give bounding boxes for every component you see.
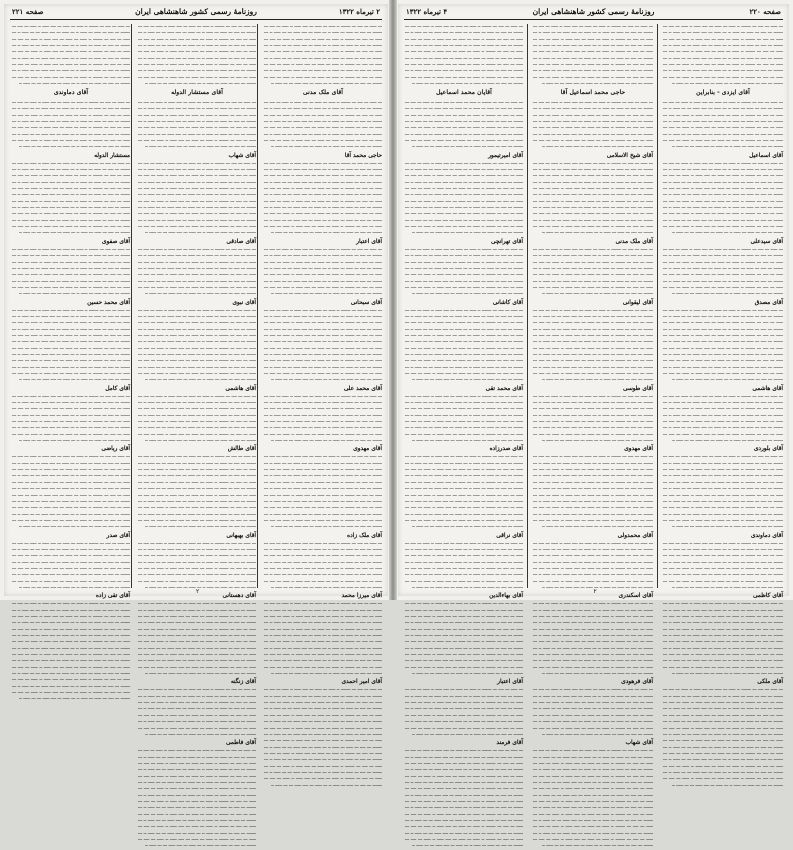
- right-page-header: [404, 6, 783, 20]
- column-body-text: ـــ ـــــ ـــ ــــ ـــ ـــــــ ــ ـــــ ـــ ـــــ ـــ ــــ ـــــ ــ ـــــ ـــ ــــ ـــ ـــــــ ـــ ــــ ـــ ـــــ ـــ ـــــ ــ ـــ ـــــ ـــ ــــ ـــــ ـــ ـــ ـــــ ــ ـــ ـــــ ـــ ــــ ـــ ـــــــ ــ ـــــ ـــ ـــــ ـــ ــــ ـــــ ــ ـــــ ـــ ــــ ـــ ـــــــ ـــ ــــ ـــ ـــــ ـــ ـــــ ــ ـــ ـــــ ـــ ــــ ـــــ ـــ ـــ ـــــ ــ ـــ ـــــ ـــ ــــ ـــ ـــــــ ــ ـــــ ـــ ـــــ ـــ ــــ ـــــ ــ ـــــ ـــ ــــ ـــ ـــــــ ـــ ــــ ـــ ـــــ ـــ ـــــ ــ ـــ ـــــ ـــ ــــ ـــــ ـــ ـــ ـــــ ــ ـــ ـــــ ـــ ــــ ـــ ـــــــ ــ ـــــ ـــ ـــــ ـــ ــــ ـــــ ــ ـــــ ـــ ــــ ـــ ـــــــ ـــ ــــ ـــ ـــــ ـــ ـــــ ــ ـــ ـــــ ـــ ــــ ـــــ ـــ ـــ ـــــ ــ: [663, 393, 783, 444]
- speaker-name: آقای کاظمی: [752, 593, 783, 600]
- right-page-date: ۴ تیرماه ۱۳۲۲: [406, 7, 448, 16]
- speaker-name: آقای محمدولی: [617, 532, 653, 539]
- speaker-name: آقای اسماعیل: [749, 152, 783, 159]
- column-body-text: ـــ ـــــ ـــ ــــ ـــ ـــــــ ــ ـــــ ـــ ـــــ ـــ ــــ ـــــ ــ ـــــ ـــ ــــ ـــ ـــــــ ـــ ــــ ـــ ـــــ ـــ ـــــ ــ ـــ ـــــ ـــ ــــ ـــــ ـــ ـــ ـــــ ــ ـــ ـــــ ـــ ــــ ـــ ـــــــ ــ ـــــ ـــ ـــــ ـــ ــــ ـــــ ــ ـــــ ـــ ــــ ـــ ـــــــ ـــ ــــ ـــ ـــــ ـــ ـــــ ــ ـــ ـــــ ـــ ــــ ـــــ ـــ ـــ ـــــ ــ ـــ ـــــ ـــ ــــ ـــ ـــــــ ــ ـــــ ـــ ـــــ ـــ ــــ ـــــ ــ ـــــ ـــ ــــ ـــ ـــــــ ـــ ــــ ـــ ـــــ ـــ ـــــ ــ ـــ ـــــ ـــ ــــ ـــــ ـــ ـــ ـــــ ــ ـــ ـــــ ـــ ــــ ـــ ـــــــ ــ ـــــ ـــ ـــــ ـــ ــــ ـــــ ــ ـــــ ـــ ــــ ـــ ـــــــ ـــ ــــ ـــ ـــــ ـــ ـــــ ــ ـــ ـــــ ـــ ــــ ـــــ ـــ ـــ ـــــ ــ ـــ ـــــ ـــ ــــ ـــ ـــــــ ــ ـــــ ـــ ـــــ ـــ ــــ ـــــ ــ ـــــ ـــ ــــ ـــ ـــــــ ـــ ــــ ـــ ـــــ ـــ ـــــ ــ ـــ ـــــ ـــ ــــ ـــــ ـــ ـــ ـــــ ــ: [264, 24, 382, 87]
- column-body-text: ـــ ـــــ ـــ ــــ ـــ ـــــــ ــ ـــــ ـــ ـــــ ـــ ــــ ـــــ ــ ـــــ ـــ ــــ ـــ ـــــــ ـــ ــــ ـــ ـــــ ـــ ـــــ ــ ـــ ـــــ ـــ ــــ ـــــ ـــ ـــ ـــــ ــ ـــ ـــــ ـــ ــــ ـــ ـــــــ ــ ـــــ ـــ ـــــ ـــ ــــ ـــــ ــ ـــــ ـــ ــــ ـــ ـــــــ ـــ ــــ ـــ ـــــ ـــ ـــــ ــ ـــ ـــــ ـــ ــــ ـــــ ـــ ـــ ـــــ ــ ـــ ـــــ ـــ ــــ ـــ ـــــــ ــ ـــــ ـــ ـــــ ـــ ــــ ـــــ ــ ـــــ ـــ ــــ ـــ ـــــــ ـــ ــــ ـــ ـــــ ـــ ـــــ ــ ـــ ـــــ ـــ ــــ ـــــ ـــ ـــ ـــــ ــ ـــ ـــــ ـــ ــــ ـــ ـــــــ ــ ـــــ ـــ ـــــ ـــ ــــ ـــــ ــ ـــــ ـــ ــــ ـــ ـــــــ ـــ ــــ ـــ ـــــ ـــ ـــــ ــ ـــ ـــــ ـــ ــــ ـــــ ـــ ـــ ـــــ ــ: [663, 540, 783, 590]
- book-gutter: [389, 0, 397, 600]
- column-body-text: ـــ ـــــ ـــ ــــ ـــ ـــــــ ــ ـــــ ـــ ـــــ ـــ ــــ ـــــ ــ ـــــ ـــ ــــ ـــ ـــــــ ـــ ــــ ـــ ـــــ ـــ ـــــ ــ ـــ ـــــ ـــ ــــ ـــــ ـــ ـــ ـــــ ــ ـــ ـــــ ـــ ــــ ـــ ـــــــ ــ ـــــ ـــ ـــــ ـــ ــــ ـــــ ــ ـــــ ـــ ــــ ـــ ـــــــ ـــ ــــ ـــ ـــــ ـــ ـــــ ــ ـــ ـــــ ـــ ــــ ـــــ ـــ ـــ ـــــ ــ ـــ ـــــ ـــ ــــ ـــ ـــــــ ــ ـــــ ـــ ـــــ ـــ ــــ ـــــ ــ ـــــ ـــ ــــ ـــ ـــــــ ـــ ــــ ـــ ـــــ ـــ ـــــ ــ ـــ ـــــ ـــ ــــ ـــــ ـــ ـــ ـــــ ــ ـــ ـــــ ـــ ــــ ـــ ـــــــ ــ ـــــ ـــ ـــــ ـــ ــــ ـــــ ــ ـــــ ـــ ــــ ـــ ـــــــ ـــ ــــ ـــ ـــــ ـــ ـــــ ــ ـــ ـــــ ـــ ــــ ـــــ ـــ ـــ ـــــ ــ: [12, 99, 130, 150]
- column-body-text: ـــ ـــــ ـــ ــــ ـــ ـــــــ ــ ـــــ ـــ ـــــ ـــ ــــ ـــــ ــ ـــــ ـــ ــــ ـــ ـــــــ ـــ ــــ ـــ ـــــ ـــ ـــــ ــ ـــ ـــــ ـــ ــــ ـــــ ـــ ـــ ـــــ ــ ـــ ـــــ ـــ ــــ ـــ ـــــــ ــ ـــــ ـــ ـــــ ـــ ــــ ـــــ ــ ـــــ ـــ ــــ ـــ ـــــــ ـــ ــــ ـــ ـــــ ـــ ـــــ ــ ـــ ـــــ ـــ ــــ ـــــ ـــ ـــ ـــــ ــ ـــ ـــــ ـــ ــــ ـــ ـــــــ ــ ـــــ ـــ ـــــ ـــ ــــ ـــــ ــ ـــــ ـــ ــــ ـــ ـــــــ ـــ ــــ ـــ ـــــ ـــ ـــــ ــ ـــ ـــــ ـــ ــــ ـــــ ـــ ـــ ـــــ ــ ـــ ـــــ ـــ ــــ ـــ ـــــــ ــ ـــــ ـــ ـــــ ـــ ــــ ـــــ ــ ـــــ ـــ ــــ ـــ ـــــــ ـــ ــــ ـــ ـــــ ـــ ـــــ ــ ـــ ـــــ ـــ ــــ ـــــ ـــ ـــ ـــــ ــ: [264, 540, 382, 590]
- column-body-text: ـــ ـــــ ـــ ــــ ـــ ـــــــ ــ ـــــ ـــ ـــــ ـــ ــــ ـــــ ــ ـــــ ـــ ــــ ـــ ـــــــ ـــ ــــ ـــ ـــــ ـــ ـــــ ــ ـــ ـــــ ـــ ــــ ـــــ ـــ ـــ ـــــ ــ ـــ ـــــ ـــ ــــ ـــ ـــــــ ــ ـــــ ـــ ـــــ ـــ ــــ ـــــ ــ ـــــ ـــ ــــ ـــ ـــــــ ـــ ــــ ـــ ـــــ ـــ ـــــ ــ ـــ ـــــ ـــ ــــ ـــــ ـــ ـــ ـــــ ــ ـــ ـــــ ـــ ــــ ـــ ـــــــ ــ ـــــ ـــ ـــــ ـــ ــــ ـــــ ــ ـــــ ـــ ــــ ـــ ـــــــ ـــ ــــ ـــ ـــــ ـــ ـــــ ــ ـــ ـــــ ـــ ــــ ـــــ ـــ ـــ ـــــ ــ ـــ ـــــ ـــ ــــ ـــ ـــــــ ــ ـــــ ـــ ـــــ ـــ ــــ ـــــ ــ ـــــ ـــ ــــ ـــ ـــــــ ـــ ــــ ـــ ـــــ ـــ ـــــ ــ ـــ ـــــ ـــ ــــ ـــــ ـــ ـــ ـــــ ــ ـــ ـــــ ـــ ــــ ـــ ـــــــ ــ ـــــ ـــ ـــــ ـــ ــــ ـــــ ــ ـــــ ـــ ــــ ـــ ـــــــ ـــ ــــ ـــ ـــــ ـــ ـــــ ــ ـــ ـــــ ـــ ــــ ـــــ ـــ ـــ ـــــ ــ ـــ ـــــ ـــ ــــ ـــ ـــــــ ــ ـــــ ـــ ـــــ ـــ ــــ ـــــ ــ ـــــ ـــ ــــ ـــ ـــــــ ـــ ــــ ـــ ـــــ ـــ ـــــ ــ ـــ ـــــ ـــ ــــ ـــــ ـــ ـــ ـــــ ــ: [138, 454, 256, 530]
- speaker-name: آقای لیقوانی: [622, 299, 653, 306]
- column-body-text: ـــ ـــــ ـــ ــــ ـــ ـــــــ ــ ـــــ ـــ ـــــ ـــ ــــ ـــــ ــ ـــــ ـــ ــــ ـــ ـــــــ ـــ ــــ ـــ ـــــ ـــ ـــــ ــ ـــ ـــــ ـــ ــــ ـــــ ـــ ـــ ـــــ ــ ـــ ـــــ ـــ ــــ ـــ ـــــــ ــ ـــــ ـــ ـــــ ـــ ــــ ـــــ ــ ـــــ ـــ ــــ ـــ ـــــــ ـــ ــــ ـــ ـــــ ـــ ـــــ ــ ـــ ـــــ ـــ ــــ ـــــ ـــ ـــ ـــــ ــ ـــ ـــــ ـــ ــــ ـــ ـــــــ ــ ـــــ ـــ ـــــ ـــ ــــ ـــــ ــ ـــــ ـــ ــــ ـــ ـــــــ ـــ ــــ ـــ ـــــ ـــ ـــــ ــ ـــ ـــــ ـــ ــــ ـــــ ـــ ـــ ـــــ ــ ـــ ـــــ ـــ ــــ ـــ ـــــــ ــ ـــــ ـــ ـــــ ـــ ــــ ـــــ ــ ـــــ ـــ ــــ ـــ ـــــــ ـــ ــــ ـــ ـــــ ـــ ـــــ ــ ـــ ـــــ ـــ ــــ ـــــ ـــ ـــ ـــــ ــ ـــ ـــــ ـــ ــــ ـــ ـــــــ ــ ـــــ ـــ ـــــ ـــ ــــ ـــــ ــ ـــــ ـــ ــــ ـــ ـــــــ ـــ ــــ ـــ ـــــ ـــ ـــــ ــ ـــ ـــــ ـــ ــــ ـــــ ـــ ـــ ـــــ ــ ـــ ـــــ ـــ ــــ ـــ ـــــــ ــ ـــــ ـــ ـــــ ـــ ــــ ـــــ ــ ـــــ ـــ ــــ ـــ ـــــــ ـــ ــــ ـــ ـــــ ـــ ـــــ ــ ـــ ـــــ ـــ ــــ ـــــ ـــ ـــ ـــــ ــ ـــ ـــــ ـــ ــــ ـــ ـــــــ ــ ـــــ ـــ ـــــ ـــ ــــ ـــــ ــ ـــــ ـــ ــــ ـــ ـــــــ ـــ ــــ ـــ ـــــ ـــ ـــــ ــ ـــ ـــــ ـــ ــــ ـــــ ـــ ـــ ـــــ ــ ـــ ـــــ ـــ ــــ ـــ ـــــــ ــ ـــــ ـــ ـــــ ـــ ــــ ـــــ ــ ـــــ ـــ ــــ ـــ ـــــــ ـــ ــــ ـــ ـــــ ـــ ـــــ ــ ـــ ـــــ ـــ ــــ ـــــ ـــ ـــ ـــــ ــ: [663, 687, 783, 788]
- right-column-1: [663, 24, 783, 788]
- speaker-name: آقای دهستانی: [222, 593, 256, 600]
- speaker-name: آقای اسکندری: [618, 593, 653, 600]
- column-body-text: ـــ ـــــ ـــ ــــ ـــ ـــــــ ــ ـــــ ـــ ـــــ ـــ ــــ ـــــ ــ ـــــ ـــ ــــ ـــ ـــــــ ـــ ــــ ـــ ـــــ ـــ ـــــ ــ ـــ ـــــ ـــ ــــ ـــــ ـــ ـــ ـــــ ــ ـــ ـــــ ـــ ــــ ـــ ـــــــ ــ ـــــ ـــ ـــــ ـــ ــــ ـــــ ــ ـــــ ـــ ــــ ـــ ـــــــ ـــ ــــ ـــ ـــــ ـــ ـــــ ــ ـــ ـــــ ـــ ــــ ـــــ ـــ ـــ ـــــ ــ ـــ ـــــ ـــ ــــ ـــ ـــــــ ــ ـــــ ـــ ـــــ ـــ ــــ ـــــ ــ ـــــ ـــ ــــ ـــ ـــــــ ـــ ــــ ـــ ـــــ ـــ ـــــ ــ ـــ ـــــ ـــ ــــ ـــــ ـــ ـــ ـــــ ــ ـــ ـــــ ـــ ــــ ـــ ـــــــ ــ ـــــ ـــ ـــــ ـــ ــــ ـــــ ــ ـــــ ـــ ــــ ـــ ـــــــ ـــ ــــ ـــ ـــــ ـــ ـــــ ــ ـــ ـــــ ـــ ــــ ـــــ ـــ ـــ ـــــ ــ ـــ ـــــ ـــ ــــ ـــ ـــــــ ــ ـــــ ـــ ـــــ ـــ ــــ ـــــ ــ ـــــ ـــ ــــ ـــ ـــــــ ـــ ــــ ـــ ـــــ ـــ ـــــ ــ ـــ ـــــ ـــ ــــ ـــــ ـــ ـــ ـــــ ــ ـــ ـــــ ـــ ــــ ـــ ـــــــ ــ ـــــ ـــ ـــــ ـــ ــــ ـــــ ــ ـــــ ـــ ــــ ـــ ـــــــ ـــ ــــ ـــ ـــــ ـــ ـــــ ــ ـــ ـــــ ـــ ــــ ـــــ ـــ ـــ ـــــ ــ: [405, 454, 523, 530]
- speaker-name: آقای صدرزاده: [489, 446, 523, 453]
- speaker-name: آقای فاطمی: [225, 740, 256, 747]
- column-body-text: ـــ ـــــ ـــ ــــ ـــ ـــــــ ــ ـــــ ـــ ـــــ ـــ ــــ ـــــ ــ ـــــ ـــ ــــ ـــ ـــــــ ـــ ــــ ـــ ـــــ ـــ ـــــ ــ ـــ ـــــ ـــ ــــ ـــــ ـــ ـــ ـــــ ــ ـــ ـــــ ـــ ــــ ـــ ـــــــ ــ ـــــ ـــ ـــــ ـــ ــــ ـــــ ــ ـــــ ـــ ــــ ـــ ـــــــ ـــ ــــ ـــ ـــــ ـــ ـــــ ــ ـــ ـــــ ـــ ــــ ـــــ ـــ ـــ ـــــ ــ ـــ ـــــ ـــ ــــ ـــ ـــــــ ــ ـــــ ـــ ـــــ ـــ ــــ ـــــ ــ ـــــ ـــ ــــ ـــ ـــــــ ـــ ــــ ـــ ـــــ ـــ ـــــ ــ ـــ ـــــ ـــ ــــ ـــــ ـــ ـــ ـــــ ــ ـــ ـــــ ـــ ــــ ـــ ـــــــ ــ ـــــ ـــ ـــــ ـــ ــــ ـــــ ــ ـــــ ـــ ــــ ـــ ـــــــ ـــ ــــ ـــ ـــــ ـــ ـــــ ــ ـــ ـــــ ـــ ــــ ـــــ ـــ ـــ ـــــ ــ ـــ ـــــ ـــ ــــ ـــ ـــــــ ــ ـــــ ـــ ـــــ ـــ ــــ ـــــ ــ ـــــ ـــ ــــ ـــ ـــــــ ـــ ــــ ـــ ـــــ ـــ ـــــ ــ ـــ ـــــ ـــ ــــ ـــــ ـــ ـــ ـــــ ــ ـــ ـــــ ـــ ــــ ـــ ـــــــ ــ ـــــ ـــ ـــــ ـــ ــــ ـــــ ــ ـــــ ـــ ــــ ـــ ـــــــ ـــ ــــ ـــ ـــــ ـــ ـــــ ــ ـــ ـــــ ـــ ــــ ـــــ ـــ ـــ ـــــ ــ: [663, 307, 783, 383]
- column-body-text: ـــ ـــــ ـــ ــــ ـــ ـــــــ ــ ـــــ ـــ ـــــ ـــ ــــ ـــــ ــ ـــــ ـــ ــــ ـــ ـــــــ ـــ ــــ ـــ ـــــ ـــ ـــــ ــ ـــ ـــــ ـــ ــــ ـــــ ـــ ـــ ـــــ ــ ـــ ـــــ ـــ ــــ ـــ ـــــــ ــ ـــــ ـــ ـــــ ـــ ــــ ـــــ ــ ـــــ ـــ ــــ ـــ ـــــــ ـــ ــــ ـــ ـــــ ـــ ـــــ ــ ـــ ـــــ ـــ ــــ ـــــ ـــ ـــ ـــــ ــ ـــ ـــــ ـــ ــــ ـــ ـــــــ ــ ـــــ ـــ ـــــ ـــ ــــ ـــــ ــ ـــــ ـــ ــــ ـــ ـــــــ ـــ ــــ ـــ ـــــ ـــ ـــــ ــ ـــ ـــــ ـــ ــــ ـــــ ـــ ـــ ـــــ ــ ـــ ـــــ ـــ ــــ ـــ ـــــــ ــ ـــــ ـــ ـــــ ـــ ــــ ـــــ ــ ـــــ ـــ ــــ ـــ ـــــــ ـــ ــــ ـــ ـــــ ـــ ـــــ ــ ـــ ـــــ ـــ ــــ ـــــ ـــ ـــ ـــــ ــ: [12, 246, 130, 297]
- left-column-2: [138, 24, 256, 849]
- speaker-name: آقای محمد علی: [343, 385, 382, 392]
- section-heading: آقای مستشار الدوله: [171, 89, 223, 97]
- column-body-text: ـــ ـــــ ـــ ــــ ـــ ـــــــ ــ ـــــ ـــ ـــــ ـــ ــــ ـــــ ــ ـــــ ـــ ــــ ـــ ـــــــ ـــ ــــ ـــ ـــــ ـــ ـــــ ــ ـــ ـــــ ـــ ــــ ـــــ ـــ ـــ ـــــ ــ ـــ ـــــ ـــ ــــ ـــ ـــــــ ــ ـــــ ـــ ـــــ ـــ ــــ ـــــ ــ ـــــ ـــ ــــ ـــ ـــــــ ـــ ــــ ـــ ـــــ ـــ ـــــ ــ ـــ ـــــ ـــ ــــ ـــــ ـــ ـــ ـــــ ــ ـــ ـــــ ـــ ــــ ـــ ـــــــ ــ ـــــ ـــ ـــــ ـــ ــــ ـــــ ــ ـــــ ـــ ــــ ـــ ـــــــ ـــ ــــ ـــ ـــــ ـــ ـــــ ــ ـــ ـــــ ـــ ــــ ـــــ ـــ ـــ ـــــ ــ ـــ ـــــ ـــ ــــ ـــ ـــــــ ــ ـــــ ـــ ـــــ ـــ ــــ ـــــ ــ ـــــ ـــ ــــ ـــ ـــــــ ـــ ــــ ـــ ـــــ ـــ ـــــ ــ ـــ ـــــ ـــ ــــ ـــــ ـــ ـــ ـــــ ــ: [405, 540, 523, 590]
- column-body-text: ـــ ـــــ ـــ ــــ ـــ ـــــــ ــ ـــــ ـــ ـــــ ـــ ــــ ـــــ ــ ـــــ ـــ ــــ ـــ ـــــــ ـــ ــــ ـــ ـــــ ـــ ـــــ ــ ـــ ـــــ ـــ ــــ ـــــ ـــ ـــ ـــــ ــ ـــ ـــــ ـــ ــــ ـــ ـــــــ ــ ـــــ ـــ ـــــ ـــ ــــ ـــــ ــ ـــــ ـــ ــــ ـــ ـــــــ ـــ ــــ ـــ ـــــ ـــ ـــــ ــ ـــ ـــــ ـــ ــــ ـــــ ـــ ـــ ـــــ ــ ـــ ـــــ ـــ ــــ ـــ ـــــــ ــ ـــــ ـــ ـــــ ـــ ــــ ـــــ ــ ـــــ ـــ ــــ ـــ ـــــــ ـــ ــــ ـــ ـــــ ـــ ـــــ ــ ـــ ـــــ ـــ ــــ ـــــ ـــ ـــ ـــــ ــ ـــ ـــــ ـــ ــــ ـــ ـــــــ ــ ـــــ ـــ ـــــ ـــ ــــ ـــــ ــ ـــــ ـــ ــــ ـــ ـــــــ ـــ ــــ ـــ ـــــ ـــ ـــــ ــ ـــ ـــــ ـــ ــــ ـــــ ـــ ـــ ـــــ ــ ـــ ـــــ ـــ ــــ ـــ ـــــــ ــ ـــــ ـــ ـــــ ـــ ــــ ـــــ ــ ـــــ ـــ ــــ ـــ ـــــــ ـــ ــــ ـــ ـــــ ـــ ـــــ ــ ـــ ـــــ ـــ ــــ ـــــ ـــ ـــ ـــــ ــ ـــ ـــــ ـــ ــــ ـــ ـــــــ ــ ـــــ ـــ ـــــ ـــ ــــ ـــــ ــ ـــــ ـــ ــــ ـــ ـــــــ ـــ ــــ ـــ ـــــ ـــ ـــــ ــ ـــ ـــــ ـــ ــــ ـــــ ـــ ـــ ـــــ ــ: [12, 160, 130, 236]
- column-body-text: ـــ ـــــ ـــ ــــ ـــ ـــــــ ــ ـــــ ـــ ـــــ ـــ ــــ ـــــ ــ ـــــ ـــ ــــ ـــ ـــــــ ـــ ــــ ـــ ـــــ ـــ ـــــ ــ ـــ ـــــ ـــ ــــ ـــــ ـــ ـــ ـــــ ــ ـــ ـــــ ـــ ــــ ـــ ـــــــ ــ ـــــ ـــ ـــــ ـــ ــــ ـــــ ــ ـــــ ـــ ــــ ـــ ـــــــ ـــ ــــ ـــ ـــــ ـــ ـــــ ــ ـــ ـــــ ـــ ــــ ـــــ ـــ ـــ ـــــ ــ ـــ ـــــ ـــ ــــ ـــ ـــــــ ــ ـــــ ـــ ـــــ ـــ ــــ ـــــ ــ ـــــ ـــ ــــ ـــ ـــــــ ـــ ــــ ـــ ـــــ ـــ ـــــ ــ ـــ ـــــ ـــ ــــ ـــــ ـــ ـــ ـــــ ــ ـــ ـــــ ـــ ــــ ـــ ـــــــ ــ ـــــ ـــ ـــــ ـــ ــــ ـــــ ــ ـــــ ـــ ــــ ـــ ـــــــ ـــ ــــ ـــ ـــــ ـــ ـــــ ــ ـــ ـــــ ـــ ــــ ـــــ ـــ ـــ ـــــ ــ ـــ ـــــ ـــ ــــ ـــ ـــــــ ــ ـــــ ـــ ـــــ ـــ ــــ ـــــ ــ ـــــ ـــ ــــ ـــ ـــــــ ـــ ــــ ـــ ـــــ ـــ ـــــ ــ ـــ ـــــ ـــ ــــ ـــــ ـــ ـــ ـــــ ــ ـــ ـــــ ـــ ــــ ـــ ـــــــ ــ ـــــ ـــ ـــــ ـــ ــــ ـــــ ــ ـــــ ـــ ــــ ـــ ـــــــ ـــ ــــ ـــ ـــــ ـــ ـــــ ــ ـــ ـــــ ـــ ــــ ـــــ ـــ ـــ ـــــ ــ: [138, 160, 256, 236]
- speaker-name: آقای بهبهانی: [226, 532, 256, 539]
- right-column-2: [533, 24, 653, 849]
- column-body-text: ـــ ـــــ ـــ ــــ ـــ ـــــــ ــ ـــــ ـــ ـــــ ـــ ــــ ـــــ ــ ـــــ ـــ ــــ ـــ ـــــــ ـــ ــــ ـــ ـــــ ـــ ـــــ ــ ـــ ـــــ ـــ ــــ ـــــ ـــ ـــ ـــــ ــ ـــ ـــــ ـــ ــــ ـــ ـــــــ ــ ـــــ ـــ ـــــ ـــ ــــ ـــــ ــ ـــــ ـــ ــــ ـــ ـــــــ ـــ ــــ ـــ ـــــ ـــ ـــــ ــ ـــ ـــــ ـــ ــــ ـــــ ـــ ـــ ـــــ ــ ـــ ـــــ ـــ ــــ ـــ ـــــــ ــ ـــــ ـــ ـــــ ـــ ــــ ـــــ ــ ـــــ ـــ ــــ ـــ ـــــــ ـــ ــــ ـــ ـــــ ـــ ـــــ ــ ـــ ـــــ ـــ ــــ ـــــ ـــ ـــ ـــــ ــ ـــ ـــــ ـــ ــــ ـــ ـــــــ ــ ـــــ ـــ ـــــ ـــ ــــ ـــــ ــ ـــــ ـــ ــــ ـــ ـــــــ ـــ ــــ ـــ ـــــ ـــ ـــــ ــ ـــ ـــــ ـــ ــــ ـــــ ـــ ـــ ـــــ ــ: [264, 246, 382, 297]
- column-body-text: ـــ ـــــ ـــ ــــ ـــ ـــــــ ــ ـــــ ـــ ـــــ ـــ ــــ ـــــ ــ ـــــ ـــ ــــ ـــ ـــــــ ـــ ــــ ـــ ـــــ ـــ ـــــ ــ ـــ ـــــ ـــ ــــ ـــــ ـــ ـــ ـــــ ــ ـــ ـــــ ـــ ــــ ـــ ـــــــ ــ ـــــ ـــ ـــــ ـــ ــــ ـــــ ــ ـــــ ـــ ــــ ـــ ـــــــ ـــ ــــ ـــ ـــــ ـــ ـــــ ــ ـــ ـــــ ـــ ــــ ـــــ ـــ ـــ ـــــ ــ ـــ ـــــ ـــ ــــ ـــ ـــــــ ــ ـــــ ـــ ـــــ ـــ ــــ ـــــ ــ ـــــ ـــ ــــ ـــ ـــــــ ـــ ــــ ـــ ـــــ ـــ ـــــ ــ ـــ ـــــ ـــ ــــ ـــــ ـــ ـــ ـــــ ــ ـــ ـــــ ـــ ــــ ـــ ـــــــ ــ ـــــ ـــ ـــــ ـــ ــــ ـــــ ــ ـــــ ـــ ــــ ـــ ـــــــ ـــ ــــ ـــ ـــــ ـــ ـــــ ــ ـــ ـــــ ـــ ــــ ـــــ ـــ ـــ ـــــ ــ ـــ ـــــ ـــ ــــ ـــ ـــــــ ــ ـــــ ـــ ـــــ ـــ ــــ ـــــ ــ ـــــ ـــ ــــ ـــ ـــــــ ـــ ــــ ـــ ـــــ ـــ ـــــ ــ ـــ ـــــ ـــ ــــ ـــــ ـــ ـــ ـــــ ــ ـــ ـــــ ـــ ــــ ـــ ـــــــ ــ ـــــ ـــ ـــــ ـــ ــــ ـــــ ــ ـــــ ـــ ــــ ـــ ـــــــ ـــ ــــ ـــ ـــــ ـــ ـــــ ــ ـــ ـــــ ـــ ــــ ـــــ ـــ ـــ ـــــ ــ ـــ ـــــ ـــ ــــ ـــ ـــــــ ــ ـــــ ـــ ـــــ ـــ ــــ ـــــ ــ ـــــ ـــ ــــ ـــ ـــــــ ـــ ــــ ـــ ـــــ ـــ ـــــ ــ ـــ ـــــ ـــ ــــ ـــــ ـــ ـــ ـــــ ــ ـــ ـــــ ـــ ــــ ـــ ـــــــ ــ ـــــ ـــ ـــــ ـــ ــــ ـــــ ــ ـــــ ـــ ــــ ـــ ـــــــ ـــ ــــ ـــ ـــــ ـــ ـــــ ــ ـــ ـــــ ـــ ــــ ـــــ ـــ ـــ ـــــ ــ: [12, 601, 130, 702]
- column-body-text: ـــ ـــــ ـــ ــــ ـــ ـــــــ ــ ـــــ ـــ ـــــ ـــ ــــ ـــــ ــ ـــــ ـــ ــــ ـــ ـــــــ ـــ ــــ ـــ ـــــ ـــ ـــــ ــ ـــ ـــــ ـــ ــــ ـــــ ـــ ـــ ـــــ ــ ـــ ـــــ ـــ ــــ ـــ ـــــــ ــ ـــــ ـــ ـــــ ـــ ــــ ـــــ ــ ـــــ ـــ ــــ ـــ ـــــــ ـــ ــــ ـــ ـــــ ـــ ـــــ ــ ـــ ـــــ ـــ ــــ ـــــ ـــ ـــ ـــــ ــ ـــ ـــــ ـــ ــــ ـــ ـــــــ ــ ـــــ ـــ ـــــ ـــ ــــ ـــــ ــ ـــــ ـــ ــــ ـــ ـــــــ ـــ ــــ ـــ ـــــ ـــ ـــــ ــ ـــ ـــــ ـــ ــــ ـــــ ـــ ـــ ـــــ ــ ـــ ـــــ ـــ ــــ ـــ ـــــــ ــ ـــــ ـــ ـــــ ـــ ــــ ـــــ ــ ـــــ ـــ ــــ ـــ ـــــــ ـــ ــــ ـــ ـــــ ـــ ـــــ ــ ـــ ـــــ ـــ ــــ ـــــ ـــ ـــ ـــــ ــ: [264, 99, 382, 150]
- left-footer-page-number: ۲: [196, 588, 200, 595]
- column-body-text: ـــ ـــــ ـــ ــــ ـــ ـــــــ ــ ـــــ ـــ ـــــ ـــ ــــ ـــــ ــ ـــــ ـــ ــــ ـــ ـــــــ ـــ ــــ ـــ ـــــ ـــ ـــــ ــ ـــ ـــــ ـــ ــــ ـــــ ـــ ـــ ـــــ ــ ـــ ـــــ ـــ ــــ ـــ ـــــــ ــ ـــــ ـــ ـــــ ـــ ــــ ـــــ ــ ـــــ ـــ ــــ ـــ ـــــــ ـــ ــــ ـــ ـــــ ـــ ـــــ ــ ـــ ـــــ ـــ ــــ ـــــ ـــ ـــ ـــــ ــ ـــ ـــــ ـــ ــــ ـــ ـــــــ ــ ـــــ ـــ ـــــ ـــ ــــ ـــــ ــ ـــــ ـــ ــــ ـــ ـــــــ ـــ ــــ ـــ ـــــ ـــ ـــــ ــ ـــ ـــــ ـــ ــــ ـــــ ـــ ـــ ـــــ ــ ـــ ـــــ ـــ ــــ ـــ ـــــــ ــ ـــــ ـــ ـــــ ـــ ــــ ـــــ ــ ـــــ ـــ ــــ ـــ ـــــــ ـــ ــــ ـــ ـــــ ـــ ـــــ ــ ـــ ـــــ ـــ ــــ ـــــ ـــ ـــ ـــــ ــ ـــ ـــــ ـــ ــــ ـــ ـــــــ ــ ـــــ ـــ ـــــ ـــ ــــ ـــــ ــ ـــــ ـــ ــــ ـــ ـــــــ ـــ ــــ ـــ ـــــ ـــ ـــــ ــ ـــ ـــــ ـــ ــــ ـــــ ـــ ـــ ـــــ ــ ـــ ـــــ ـــ ــــ ـــ ـــــــ ــ ـــــ ـــ ـــــ ـــ ــــ ـــــ ــ ـــــ ـــ ــــ ـــ ـــــــ ـــ ــــ ـــ ـــــ ـــ ـــــ ــ ـــ ـــــ ـــ ــــ ـــــ ـــ ـــ ـــــ ــ: [12, 307, 130, 383]
- left-page-date: صفحه ۲۲۱: [12, 7, 44, 16]
- column-body-text: ـــ ـــــ ـــ ــــ ـــ ـــــــ ــ ـــــ ـــ ـــــ ـــ ــــ ـــــ ــ ـــــ ـــ ــــ ـــ ـــــــ ـــ ــــ ـــ ـــــ ـــ ـــــ ــ ـــ ـــــ ـــ ــــ ـــــ ـــ ـــ ـــــ ــ ـــ ـــــ ـــ ــــ ـــ ـــــــ ــ ـــــ ـــ ـــــ ـــ ــــ ـــــ ــ ـــــ ـــ ــــ ـــ ـــــــ ـــ ــــ ـــ ـــــ ـــ ـــــ ــ ـــ ـــــ ـــ ــــ ـــــ ـــ ـــ ـــــ ــ ـــ ـــــ ـــ ــــ ـــ ـــــــ ــ ـــــ ـــ ـــــ ـــ ــــ ـــــ ــ ـــــ ـــ ــــ ـــ ـــــــ ـــ ــــ ـــ ـــــ ـــ ـــــ ــ ـــ ـــــ ـــ ــــ ـــــ ـــ ـــ ـــــ ــ ـــ ـــــ ـــ ــــ ـــ ـــــــ ــ ـــــ ـــ ـــــ ـــ ــــ ـــــ ــ ـــــ ـــ ــــ ـــ ـــــــ ـــ ــــ ـــ ـــــ ـــ ـــــ ــ ـــ ـــــ ـــ ــــ ـــــ ـــ ـــ ـــــ ــ: [138, 687, 256, 737]
- speaker-name: آقای دماوندی: [750, 532, 783, 539]
- speaker-name: آقای بهاءالدین: [489, 593, 523, 600]
- speaker-name: آقای شهاب: [228, 152, 256, 159]
- column-body-text: ـــ ـــــ ـــ ــــ ـــ ـــــــ ــ ـــــ ـــ ـــــ ـــ ــــ ـــــ ــ ـــــ ـــ ــــ ـــ ـــــــ ـــ ــــ ـــ ـــــ ـــ ـــــ ــ ـــ ـــــ ـــ ــــ ـــــ ـــ ـــ ـــــ ــ ـــ ـــــ ـــ ــــ ـــ ـــــــ ــ ـــــ ـــ ـــــ ـــ ــــ ـــــ ــ ـــــ ـــ ــــ ـــ ـــــــ ـــ ــــ ـــ ـــــ ـــ ـــــ ــ ـــ ـــــ ـــ ــــ ـــــ ـــ ـــ ـــــ ــ ـــ ـــــ ـــ ــــ ـــ ـــــــ ــ ـــــ ـــ ـــــ ـــ ــــ ـــــ ــ ـــــ ـــ ــــ ـــ ـــــــ ـــ ــــ ـــ ـــــ ـــ ـــــ ــ ـــ ـــــ ـــ ــــ ـــــ ـــ ـــ ـــــ ــ ـــ ـــــ ـــ ــــ ـــ ـــــــ ــ ـــــ ـــ ـــــ ـــ ــــ ـــــ ــ ـــــ ـــ ــــ ـــ ـــــــ ـــ ــــ ـــ ـــــ ـــ ـــــ ــ ـــ ـــــ ـــ ــــ ـــــ ـــ ـــ ـــــ ــ: [138, 99, 256, 150]
- speaker-name: آقای نبوی: [232, 299, 256, 306]
- column-body-text: ـــ ـــــ ـــ ــــ ـــ ـــــــ ــ ـــــ ـــ ـــــ ـــ ــــ ـــــ ــ ـــــ ـــ ــــ ـــ ـــــــ ـــ ــــ ـــ ـــــ ـــ ـــــ ــ ـــ ـــــ ـــ ــــ ـــــ ـــ ـــ ـــــ ــ ـــ ـــــ ـــ ــــ ـــ ـــــــ ــ ـــــ ـــ ـــــ ـــ ــــ ـــــ ــ ـــــ ـــ ــــ ـــ ـــــــ ـــ ــــ ـــ ـــــ ـــ ـــــ ــ ـــ ـــــ ـــ ــــ ـــــ ـــ ـــ ـــــ ــ ـــ ـــــ ـــ ــــ ـــ ـــــــ ــ ـــــ ـــ ـــــ ـــ ــــ ـــــ ــ ـــــ ـــ ــــ ـــ ـــــــ ـــ ــــ ـــ ـــــ ـــ ـــــ ــ ـــ ـــــ ـــ ــــ ـــــ ـــ ـــ ـــــ ــ ـــ ـــــ ـــ ــــ ـــ ـــــــ ــ ـــــ ـــ ـــــ ـــ ــــ ـــــ ــ ـــــ ـــ ــــ ـــ ـــــــ ـــ ــــ ـــ ـــــ ـــ ـــــ ــ ـــ ـــــ ـــ ــــ ـــــ ـــ ـــ ـــــ ــ ـــ ـــــ ـــ ــــ ـــ ـــــــ ــ ـــــ ـــ ـــــ ـــ ــــ ـــــ ــ ـــــ ـــ ــــ ـــ ـــــــ ـــ ــــ ـــ ـــــ ـــ ـــــ ــ ـــ ـــــ ـــ ــــ ـــــ ـــ ـــ ـــــ ــ ـــ ـــــ ـــ ــــ ـــ ـــــــ ــ ـــــ ـــ ـــــ ـــ ــــ ـــــ ــ ـــــ ـــ ــــ ـــ ـــــــ ـــ ــــ ـــ ـــــ ـــ ـــــ ــ ـــ ـــــ ـــ ــــ ـــــ ـــ ـــ ـــــ ــ: [533, 454, 653, 530]
- section-heading: حاجی محمد اسماعیل آقا: [560, 89, 626, 97]
- column-body-text: ـــ ـــــ ـــ ــــ ـــ ـــــــ ــ ـــــ ـــ ـــــ ـــ ــــ ـــــ ــ ـــــ ـــ ــــ ـــ ـــــــ ـــ ــــ ـــ ـــــ ـــ ـــــ ــ ـــ ـــــ ـــ ــــ ـــــ ـــ ـــ ـــــ ــ ـــ ـــــ ـــ ــــ ـــ ـــــــ ــ ـــــ ـــ ـــــ ـــ ــــ ـــــ ــ ـــــ ـــ ــــ ـــ ـــــــ ـــ ــــ ـــ ـــــ ـــ ـــــ ــ ـــ ـــــ ـــ ــــ ـــــ ـــ ـــ ـــــ ــ ـــ ـــــ ـــ ــــ ـــ ـــــــ ــ ـــــ ـــ ـــــ ـــ ــــ ـــــ ــ ـــــ ـــ ــــ ـــ ـــــــ ـــ ــــ ـــ ـــــ ـــ ـــــ ــ ـــ ـــــ ـــ ــــ ـــــ ـــ ـــ ـــــ ــ ـــ ـــــ ـــ ــــ ـــ ـــــــ ــ ـــــ ـــ ـــــ ـــ ــــ ـــــ ــ ـــــ ـــ ــــ ـــ ـــــــ ـــ ــــ ـــ ـــــ ـــ ـــــ ــ ـــ ـــــ ـــ ــــ ـــــ ـــ ـــ ـــــ ــ ـــ ـــــ ـــ ــــ ـــ ـــــــ ــ ـــــ ـــ ـــــ ـــ ــــ ـــــ ــ ـــــ ـــ ــــ ـــ ـــــــ ـــ ــــ ـــ ـــــ ـــ ـــــ ــ ـــ ـــــ ـــ ــــ ـــــ ـــ ـــ ـــــ ــ ـــ ـــــ ـــ ــــ ـــ ـــــــ ــ ـــــ ـــ ـــــ ـــ ــــ ـــــ ــ ـــــ ـــ ــــ ـــ ـــــــ ـــ ــــ ـــ ـــــ ـــ ـــــ ــ ـــ ـــــ ـــ ــــ ـــــ ـــ ـــ ـــــ ــ: [12, 454, 130, 530]
- left-page-label: ۲ تیرماه ۱۳۲۲: [338, 7, 380, 16]
- column-body-text: ـــ ـــــ ـــ ــــ ـــ ـــــــ ــ ـــــ ـــ ـــــ ـــ ــــ ـــــ ــ ـــــ ـــ ــــ ـــ ـــــــ ـــ ــــ ـــ ـــــ ـــ ـــــ ــ ـــ ـــــ ـــ ــــ ـــــ ـــ ـــ ـــــ ــ ـــ ـــــ ـــ ــــ ـــ ـــــــ ــ ـــــ ـــ ـــــ ـــ ــــ ـــــ ــ ـــــ ـــ ــــ ـــ ـــــــ ـــ ــــ ـــ ـــــ ـــ ـــــ ــ ـــ ـــــ ـــ ــــ ـــــ ـــ ـــ ـــــ ــ ـــ ـــــ ـــ ــــ ـــ ـــــــ ــ ـــــ ـــ ـــــ ـــ ــــ ـــــ ــ ـــــ ـــ ــــ ـــ ـــــــ ـــ ــــ ـــ ـــــ ـــ ـــــ ــ ـــ ـــــ ـــ ــــ ـــــ ـــ ـــ ـــــ ــ ـــ ـــــ ـــ ــــ ـــ ـــــــ ــ ـــــ ـــ ـــــ ـــ ــــ ـــــ ــ ـــــ ـــ ــــ ـــ ـــــــ ـــ ــــ ـــ ـــــ ـــ ـــــ ــ ـــ ـــــ ـــ ــــ ـــــ ـــ ـــ ـــــ ــ: [533, 246, 653, 297]
- left-column-3: [12, 24, 130, 702]
- speaker-name: آقای ملک زاده: [347, 532, 382, 539]
- left-page: [4, 4, 388, 849]
- speaker-name: آقای شهاب: [625, 740, 653, 747]
- speaker-name: آقای مصدق: [754, 299, 783, 306]
- speaker-name: آقای هاشمی: [752, 385, 783, 392]
- speaker-name: آقای مهدوی: [353, 446, 382, 453]
- column-body-text: ـــ ـــــ ـــ ــــ ـــ ـــــــ ــ ـــــ ـــ ـــــ ـــ ــــ ـــــ ــ ـــــ ـــ ــــ ـــ ـــــــ ـــ ــــ ـــ ـــــ ـــ ـــــ ــ ـــ ـــــ ـــ ــــ ـــــ ـــ ـــ ـــــ ــ ـــ ـــــ ـــ ــــ ـــ ـــــــ ــ ـــــ ـــ ـــــ ـــ ــــ ـــــ ــ ـــــ ـــ ــــ ـــ ـــــــ ـــ ــــ ـــ ـــــ ـــ ـــــ ــ ـــ ـــــ ـــ ــــ ـــــ ـــ ـــ ـــــ ــ ـــ ـــــ ـــ ــــ ـــ ـــــــ ــ ـــــ ـــ ـــــ ـــ ــــ ـــــ ــ ـــــ ـــ ــــ ـــ ـــــــ ـــ ــــ ـــ ـــــ ـــ ـــــ ــ ـــ ـــــ ـــ ــــ ـــــ ـــ ـــ ـــــ ــ ـــ ـــــ ـــ ــــ ـــ ـــــــ ــ ـــــ ـــ ـــــ ـــ ــــ ـــــ ــ ـــــ ـــ ــــ ـــ ـــــــ ـــ ــــ ـــ ـــــ ـــ ـــــ ــ ـــ ـــــ ـــ ــــ ـــــ ـــ ـــ ـــــ ــ ـــ ـــــ ـــ ــــ ـــ ـــــــ ــ ـــــ ـــ ـــــ ـــ ــــ ـــــ ــ ـــــ ـــ ــــ ـــ ـــــــ ـــ ــــ ـــ ـــــ ـــ ـــــ ــ ـــ ـــــ ـــ ــــ ـــــ ـــ ـــ ـــــ ــ ـــ ـــــ ـــ ــــ ـــ ـــــــ ــ ـــــ ـــ ـــــ ـــ ــــ ـــــ ــ ـــــ ـــ ــــ ـــ ـــــــ ـــ ــــ ـــ ـــــ ـــ ـــــ ــ ـــ ـــــ ـــ ــــ ـــــ ـــ ـــ ـــــ ــ ـــ ـــــ ـــ ــــ ـــ ـــــــ ــ ـــــ ـــ ـــــ ـــ ــــ ـــــ ــ ـــــ ـــ ــــ ـــ ـــــــ ـــ ــــ ـــ ـــــ ـــ ـــــ ــ ـــ ـــــ ـــ ــــ ـــــ ـــ ـــ ـــــ ــ ـــ ـــــ ـــ ــــ ـــ ـــــــ ــ ـــــ ـــ ـــــ ـــ ــــ ـــــ ــ ـــــ ـــ ــــ ـــ ـــــــ ـــ ــــ ـــ ـــــ ـــ ـــــ ــ ـــ ـــــ ـــ ــــ ـــــ ـــ ـــ ـــــ ــ: [138, 748, 256, 849]
- column-body-text: ـــ ـــــ ـــ ــــ ـــ ـــــــ ــ ـــــ ـــ ـــــ ـــ ــــ ـــــ ــ ـــــ ـــ ــــ ـــ ـــــــ ـــ ــــ ـــ ـــــ ـــ ـــــ ــ ـــ ـــــ ـــ ــــ ـــــ ـــ ـــ ـــــ ــ ـــ ـــــ ـــ ــــ ـــ ـــــــ ــ ـــــ ـــ ـــــ ـــ ــــ ـــــ ــ ـــــ ـــ ــــ ـــ ـــــــ ـــ ــــ ـــ ـــــ ـــ ـــــ ــ ـــ ـــــ ـــ ــــ ـــــ ـــ ـــ ـــــ ــ ـــ ـــــ ـــ ــــ ـــ ـــــــ ــ ـــــ ـــ ـــــ ـــ ــــ ـــــ ــ ـــــ ـــ ــــ ـــ ـــــــ ـــ ــــ ـــ ـــــ ـــ ـــــ ــ ـــ ـــــ ـــ ــــ ـــــ ـــ ـــ ـــــ ــ ـــ ـــــ ـــ ــــ ـــ ـــــــ ــ ـــــ ـــ ـــــ ـــ ــــ ـــــ ــ ـــــ ـــ ــــ ـــ ـــــــ ـــ ــــ ـــ ـــــ ـــ ـــــ ــ ـــ ـــــ ـــ ــــ ـــــ ـــ ـــ ـــــ ــ ـــ ـــــ ـــ ــــ ـــ ـــــــ ــ ـــــ ـــ ـــــ ـــ ــــ ـــــ ــ ـــــ ـــ ــــ ـــ ـــــــ ـــ ــــ ـــ ـــــ ـــ ـــــ ــ ـــ ـــــ ـــ ــــ ـــــ ـــ ـــ ـــــ ــ ـــ ـــــ ـــ ــــ ـــ ـــــــ ــ ـــــ ـــ ـــــ ـــ ــــ ـــــ ــ ـــــ ـــ ــــ ـــ ـــــــ ـــ ــــ ـــ ـــــ ـــ ـــــ ــ ـــ ـــــ ـــ ــــ ـــــ ـــ ـــ ـــــ ــ: [138, 601, 256, 677]
- speaker-name: آقای ملکی: [757, 679, 783, 686]
- column-body-text: ـــ ـــــ ـــ ــــ ـــ ـــــــ ــ ـــــ ـــ ـــــ ـــ ــــ ـــــ ــ ـــــ ـــ ــــ ـــ ـــــــ ـــ ــــ ـــ ـــــ ـــ ـــــ ــ ـــ ـــــ ـــ ــــ ـــــ ـــ ـــ ـــــ ــ ـــ ـــــ ـــ ــــ ـــ ـــــــ ــ ـــــ ـــ ـــــ ـــ ــــ ـــــ ــ ـــــ ـــ ــــ ـــ ـــــــ ـــ ــــ ـــ ـــــ ـــ ـــــ ــ ـــ ـــــ ـــ ــــ ـــــ ـــ ـــ ـــــ ــ ـــ ـــــ ـــ ــــ ـــ ـــــــ ــ ـــــ ـــ ـــــ ـــ ــــ ـــــ ــ ـــــ ـــ ــــ ـــ ـــــــ ـــ ــــ ـــ ـــــ ـــ ـــــ ــ ـــ ـــــ ـــ ــــ ـــــ ـــ ـــ ـــــ ــ ـــ ـــــ ـــ ــــ ـــ ـــــــ ــ ـــــ ـــ ـــــ ـــ ــــ ـــــ ــ ـــــ ـــ ــــ ـــ ـــــــ ـــ ــــ ـــ ـــــ ـــ ـــــ ــ ـــ ـــــ ـــ ــــ ـــــ ـــ ـــ ـــــ ــ ـــ ـــــ ـــ ــــ ـــ ـــــــ ــ ـــــ ـــ ـــــ ـــ ــــ ـــــ ــ ـــــ ـــ ــــ ـــ ـــــــ ـــ ــــ ـــ ـــــ ـــ ـــــ ــ ـــ ـــــ ـــ ــــ ـــــ ـــ ـــ ـــــ ــ ـــ ـــــ ـــ ــــ ـــ ـــــــ ــ ـــــ ـــ ـــــ ـــ ــــ ـــــ ــ ـــــ ـــ ــــ ـــ ـــــــ ـــ ــــ ـــ ـــــ ـــ ـــــ ــ ـــ ـــــ ـــ ــــ ـــــ ـــ ـــ ـــــ ــ: [264, 307, 382, 383]
- speaker-name: آقای هاشمی: [225, 385, 256, 392]
- column-body-text: ـــ ـــــ ـــ ــــ ـــ ـــــــ ــ ـــــ ـــ ـــــ ـــ ــــ ـــــ ــ ـــــ ـــ ــــ ـــ ـــــــ ـــ ــــ ـــ ـــــ ـــ ـــــ ــ ـــ ـــــ ـــ ــــ ـــــ ـــ ـــ ـــــ ــ ـــ ـــــ ـــ ــــ ـــ ـــــــ ــ ـــــ ـــ ـــــ ـــ ــــ ـــــ ــ ـــــ ـــ ــــ ـــ ـــــــ ـــ ــــ ـــ ـــــ ـــ ـــــ ــ ـــ ـــــ ـــ ــــ ـــــ ـــ ـــ ـــــ ــ ـــ ـــــ ـــ ــــ ـــ ـــــــ ــ ـــــ ـــ ـــــ ـــ ــــ ـــــ ــ ـــــ ـــ ــــ ـــ ـــــــ ـــ ــــ ـــ ـــــ ـــ ـــــ ــ ـــ ـــــ ـــ ــــ ـــــ ـــ ـــ ـــــ ــ ـــ ـــــ ـــ ــــ ـــ ـــــــ ــ ـــــ ـــ ـــــ ـــ ــــ ـــــ ــ ـــــ ـــ ــــ ـــ ـــــــ ـــ ــــ ـــ ـــــ ـــ ـــــ ــ ـــ ـــــ ـــ ــــ ـــــ ـــ ـــ ـــــ ــ ـــ ـــــ ـــ ــــ ـــ ـــــــ ــ ـــــ ـــ ـــــ ـــ ــــ ـــــ ــ ـــــ ـــ ــــ ـــ ـــــــ ـــ ــــ ـــ ـــــ ـــ ـــــ ــ ـــ ـــــ ـــ ــــ ـــــ ـــ ـــ ـــــ ــ ـــ ـــــ ـــ ــــ ـــ ـــــــ ــ ـــــ ـــ ـــــ ـــ ــــ ـــــ ــ ـــــ ـــ ــــ ـــ ـــــــ ـــ ــــ ـــ ـــــ ـــ ـــــ ــ ـــ ـــــ ـــ ــــ ـــــ ـــ ـــ ـــــ ــ: [533, 307, 653, 383]
- column-body-text: ـــ ـــــ ـــ ــــ ـــ ـــــــ ــ ـــــ ـــ ـــــ ـــ ــــ ـــــ ــ ـــــ ـــ ــــ ـــ ـــــــ ـــ ــــ ـــ ـــــ ـــ ـــــ ــ ـــ ـــــ ـــ ــــ ـــــ ـــ ـــ ـــــ ــ ـــ ـــــ ـــ ــــ ـــ ـــــــ ــ ـــــ ـــ ـــــ ـــ ــــ ـــــ ــ ـــــ ـــ ــــ ـــ ـــــــ ـــ ــــ ـــ ـــــ ـــ ـــــ ــ ـــ ـــــ ـــ ــــ ـــــ ـــ ـــ ـــــ ــ ـــ ـــــ ـــ ــــ ـــ ـــــــ ــ ـــــ ـــ ـــــ ـــ ــــ ـــــ ــ ـــــ ـــ ــــ ـــ ـــــــ ـــ ــــ ـــ ـــــ ـــ ـــــ ــ ـــ ـــــ ـــ ــــ ـــــ ـــ ـــ ـــــ ــ ـــ ـــــ ـــ ــــ ـــ ـــــــ ــ ـــــ ـــ ـــــ ـــ ــــ ـــــ ــ ـــــ ـــ ــــ ـــ ـــــــ ـــ ــــ ـــ ـــــ ـــ ـــــ ــ ـــ ـــــ ـــ ــــ ـــــ ـــ ـــ ـــــ ــ ـــ ـــــ ـــ ــــ ـــ ـــــــ ــ ـــــ ـــ ـــــ ـــ ــــ ـــــ ــ ـــــ ـــ ــــ ـــ ـــــــ ـــ ــــ ـــ ـــــ ـــ ـــــ ــ ـــ ـــــ ـــ ــــ ـــــ ـــ ـــ ـــــ ــ ـــ ـــــ ـــ ــــ ـــ ـــــــ ــ ـــــ ـــ ـــــ ـــ ــــ ـــــ ــ ـــــ ـــ ــــ ـــ ـــــــ ـــ ــــ ـــ ـــــ ـــ ـــــ ــ ـــ ـــــ ـــ ــــ ـــــ ـــ ـــ ـــــ ــ ـــ ـــــ ـــ ــــ ـــ ـــــــ ــ ـــــ ـــ ـــــ ـــ ــــ ـــــ ــ ـــــ ـــ ــــ ـــ ـــــــ ـــ ــــ ـــ ـــــ ـــ ـــــ ــ ـــ ـــــ ـــ ــــ ـــــ ـــ ـــ ـــــ ــ ـــ ـــــ ـــ ــــ ـــ ـــــــ ــ ـــــ ـــ ـــــ ـــ ــــ ـــــ ــ ـــــ ـــ ــــ ـــ ـــــــ ـــ ــــ ـــ ـــــ ـــ ـــــ ــ ـــ ـــــ ـــ ــــ ـــــ ـــ ـــ ـــــ ــ: [264, 687, 382, 788]
- right-footer-page-number: ۲: [593, 588, 597, 595]
- right-page-title: روزنامهٔ رسمی کشور شاهنشاهی ایران: [532, 7, 655, 16]
- column-body-text: ـــ ـــــ ـــ ــــ ـــ ـــــــ ــ ـــــ ـــ ـــــ ـــ ــــ ـــــ ــ ـــــ ـــ ــــ ـــ ـــــــ ـــ ــــ ـــ ـــــ ـــ ـــــ ــ ـــ ـــــ ـــ ــــ ـــــ ـــ ـــ ـــــ ــ ـــ ـــــ ـــ ــــ ـــ ـــــــ ــ ـــــ ـــ ـــــ ـــ ــــ ـــــ ــ ـــــ ـــ ــــ ـــ ـــــــ ـــ ــــ ـــ ـــــ ـــ ـــــ ــ ـــ ـــــ ـــ ــــ ـــــ ـــ ـــ ـــــ ــ ـــ ـــــ ـــ ــــ ـــ ـــــــ ــ ـــــ ـــ ـــــ ـــ ــــ ـــــ ــ ـــــ ـــ ــــ ـــ ـــــــ ـــ ــــ ـــ ـــــ ـــ ـــــ ــ ـــ ـــــ ـــ ــــ ـــــ ـــ ـــ ـــــ ــ ـــ ـــــ ـــ ــــ ـــ ـــــــ ــ ـــــ ـــ ـــــ ـــ ــــ ـــــ ــ ـــــ ـــ ــــ ـــ ـــــــ ـــ ــــ ـــ ـــــ ـــ ـــــ ــ ـــ ـــــ ـــ ــــ ـــــ ـــ ـــ ـــــ ــ: [264, 393, 382, 444]
- speaker-name: آقای میرزا محمد: [341, 593, 382, 600]
- speaker-name: آقای شیخ الاسلامی: [606, 152, 653, 159]
- column-body-text: ـــ ـــــ ـــ ــــ ـــ ـــــــ ــ ـــــ ـــ ـــــ ـــ ــــ ـــــ ــ ـــــ ـــ ــــ ـــ ـــــــ ـــ ــــ ـــ ـــــ ـــ ـــــ ــ ـــ ـــــ ـــ ــــ ـــــ ـــ ـــ ـــــ ــ ـــ ـــــ ـــ ــــ ـــ ـــــــ ــ ـــــ ـــ ـــــ ـــ ــــ ـــــ ــ ـــــ ـــ ــــ ـــ ـــــــ ـــ ــــ ـــ ـــــ ـــ ـــــ ــ ـــ ـــــ ـــ ــــ ـــــ ـــ ـــ ـــــ ــ ـــ ـــــ ـــ ــــ ـــ ـــــــ ــ ـــــ ـــ ـــــ ـــ ــــ ـــــ ــ ـــــ ـــ ــــ ـــ ـــــــ ـــ ــــ ـــ ـــــ ـــ ـــــ ــ ـــ ـــــ ـــ ــــ ـــــ ـــ ـــ ـــــ ــ ـــ ـــــ ـــ ــــ ـــ ـــــــ ــ ـــــ ـــ ـــــ ـــ ــــ ـــــ ــ ـــــ ـــ ــــ ـــ ـــــــ ـــ ــــ ـــ ـــــ ـــ ـــــ ــ ـــ ـــــ ـــ ــــ ـــــ ـــ ـــ ـــــ ــ: [405, 99, 523, 150]
- speaker-name: آقای صفوی: [101, 238, 130, 245]
- speaker-name: آقای فرمند: [496, 740, 523, 747]
- column-body-text: ـــ ـــــ ـــ ــــ ـــ ـــــــ ــ ـــــ ـــ ـــــ ـــ ــــ ـــــ ــ ـــــ ـــ ــــ ـــ ـــــــ ـــ ــــ ـــ ـــــ ـــ ـــــ ــ ـــ ـــــ ـــ ــــ ـــــ ـــ ـــ ـــــ ــ ـــ ـــــ ـــ ــــ ـــ ـــــــ ــ ـــــ ـــ ـــــ ـــ ــــ ـــــ ــ ـــــ ـــ ــــ ـــ ـــــــ ـــ ــــ ـــ ـــــ ـــ ـــــ ــ ـــ ـــــ ـــ ــــ ـــــ ـــ ـــ ـــــ ــ ـــ ـــــ ـــ ــــ ـــ ـــــــ ــ ـــــ ـــ ـــــ ـــ ــــ ـــــ ــ ـــــ ـــ ــــ ـــ ـــــــ ـــ ــــ ـــ ـــــ ـــ ـــــ ــ ـــ ـــــ ـــ ــــ ـــــ ـــ ـــ ـــــ ــ ـــ ـــــ ـــ ــــ ـــ ـــــــ ــ ـــــ ـــ ـــــ ـــ ــــ ـــــ ــ ـــــ ـــ ــــ ـــ ـــــــ ـــ ــــ ـــ ـــــ ـــ ـــــ ــ ـــ ـــــ ـــ ــــ ـــــ ـــ ـــ ـــــ ــ ـــ ـــــ ـــ ــــ ـــ ـــــــ ــ ـــــ ـــ ـــــ ـــ ــــ ـــــ ــ ـــــ ـــ ــــ ـــ ـــــــ ـــ ــــ ـــ ـــــ ـــ ـــــ ــ ـــ ـــــ ـــ ــــ ـــــ ـــ ـــ ـــــ ــ ـــ ـــــ ـــ ــــ ـــ ـــــــ ــ ـــــ ـــ ـــــ ـــ ــــ ـــــ ــ ـــــ ـــ ــــ ـــ ـــــــ ـــ ــــ ـــ ـــــ ـــ ـــــ ــ ـــ ـــــ ـــ ــــ ـــــ ـــ ـــ ـــــ ــ: [405, 601, 523, 677]
- speaker-name: آقای صدر: [106, 532, 130, 539]
- column-rule: [527, 24, 528, 588]
- section-heading: آقای ایزدی - بنابراین: [696, 89, 750, 97]
- column-body-text: ـــ ـــــ ـــ ــــ ـــ ـــــــ ــ ـــــ ـــ ـــــ ـــ ــــ ـــــ ــ ـــــ ـــ ــــ ـــ ـــــــ ـــ ــــ ـــ ـــــ ـــ ـــــ ــ ـــ ـــــ ـــ ــــ ـــــ ـــ ـــ ـــــ ــ ـــ ـــــ ـــ ــــ ـــ ـــــــ ــ ـــــ ـــ ـــــ ـــ ــــ ـــــ ــ ـــــ ـــ ــــ ـــ ـــــــ ـــ ــــ ـــ ـــــ ـــ ـــــ ــ ـــ ـــــ ـــ ــــ ـــــ ـــ ـــ ـــــ ــ ـــ ـــــ ـــ ــــ ـــ ـــــــ ــ ـــــ ـــ ـــــ ـــ ــــ ـــــ ــ ـــــ ـــ ــــ ـــ ـــــــ ـــ ــــ ـــ ـــــ ـــ ـــــ ــ ـــ ـــــ ـــ ــــ ـــــ ـــ ـــ ـــــ ــ ـــ ـــــ ـــ ــــ ـــ ـــــــ ــ ـــــ ـــ ـــــ ـــ ــــ ـــــ ــ ـــــ ـــ ــــ ـــ ـــــــ ـــ ــــ ـــ ـــــ ـــ ـــــ ــ ـــ ـــــ ـــ ــــ ـــــ ـــ ـــ ـــــ ــ ـــ ـــــ ـــ ــــ ـــ ـــــــ ــ ـــــ ـــ ـــــ ـــ ــــ ـــــ ــ ـــــ ـــ ــــ ـــ ـــــــ ـــ ــــ ـــ ـــــ ـــ ـــــ ــ ـــ ـــــ ـــ ــــ ـــــ ـــ ـــ ـــــ ــ ـــ ـــــ ـــ ــــ ـــ ـــــــ ــ ـــــ ـــ ـــــ ـــ ــــ ـــــ ــ ـــــ ـــ ــــ ـــ ـــــــ ـــ ــــ ـــ ـــــ ـــ ـــــ ــ ـــ ـــــ ـــ ــــ ـــــ ـــ ـــ ـــــ ــ: [663, 454, 783, 530]
- column-body-text: ـــ ـــــ ـــ ــــ ـــ ـــــــ ــ ـــــ ـــ ـــــ ـــ ــــ ـــــ ــ ـــــ ـــ ــــ ـــ ـــــــ ـــ ــــ ـــ ـــــ ـــ ـــــ ــ ـــ ـــــ ـــ ــــ ـــــ ـــ ـــ ـــــ ــ ـــ ـــــ ـــ ــــ ـــ ـــــــ ــ ـــــ ـــ ـــــ ـــ ــــ ـــــ ــ ـــــ ـــ ــــ ـــ ـــــــ ـــ ــــ ـــ ـــــ ـــ ـــــ ــ ـــ ـــــ ـــ ــــ ـــــ ـــ ـــ ـــــ ــ ـــ ـــــ ـــ ــــ ـــ ـــــــ ــ ـــــ ـــ ـــــ ـــ ــــ ـــــ ــ ـــــ ـــ ــــ ـــ ـــــــ ـــ ــــ ـــ ـــــ ـــ ـــــ ــ ـــ ـــــ ـــ ــــ ـــــ ـــ ـــ ـــــ ــ ـــ ـــــ ـــ ــــ ـــ ـــــــ ــ ـــــ ـــ ـــــ ـــ ــــ ـــــ ــ ـــــ ـــ ــــ ـــ ـــــــ ـــ ــــ ـــ ـــــ ـــ ـــــ ــ ـــ ـــــ ـــ ــــ ـــــ ـــ ـــ ـــــ ــ: [533, 393, 653, 444]
- speaker-name: آقای ملک مدنی: [615, 238, 653, 245]
- column-body-text: ـــ ـــــ ـــ ــــ ـــ ـــــــ ــ ـــــ ـــ ـــــ ـــ ــــ ـــــ ــ ـــــ ـــ ــــ ـــ ـــــــ ـــ ــــ ـــ ـــــ ـــ ـــــ ــ ـــ ـــــ ـــ ــــ ـــــ ـــ ـــ ـــــ ــ ـــ ـــــ ـــ ــــ ـــ ـــــــ ــ ـــــ ـــ ـــــ ـــ ــــ ـــــ ــ ـــــ ـــ ــــ ـــ ـــــــ ـــ ــــ ـــ ـــــ ـــ ـــــ ــ ـــ ـــــ ـــ ــــ ـــــ ـــ ـــ ـــــ ــ ـــ ـــــ ـــ ــــ ـــ ـــــــ ــ ـــــ ـــ ـــــ ـــ ــــ ـــــ ــ ـــــ ـــ ــــ ـــ ـــــــ ـــ ــــ ـــ ـــــ ـــ ـــــ ــ ـــ ـــــ ـــ ــــ ـــــ ـــ ـــ ـــــ ــ ـــ ـــــ ـــ ــــ ـــ ـــــــ ــ ـــــ ـــ ـــــ ـــ ــــ ـــــ ــ ـــــ ـــ ــــ ـــ ـــــــ ـــ ــــ ـــ ـــــ ـــ ـــــ ــ ـــ ـــــ ـــ ــــ ـــــ ـــ ـــ ـــــ ــ: [663, 99, 783, 150]
- speaker-name: آقای اعتبار: [356, 238, 382, 245]
- speaker-name: آقای کامل: [105, 385, 130, 392]
- column-body-text: ـــ ـــــ ـــ ــــ ـــ ـــــــ ــ ـــــ ـــ ـــــ ـــ ــــ ـــــ ــ ـــــ ـــ ــــ ـــ ـــــــ ـــ ــــ ـــ ـــــ ـــ ـــــ ــ ـــ ـــــ ـــ ــــ ـــــ ـــ ـــ ـــــ ــ ـــ ـــــ ـــ ــــ ـــ ـــــــ ــ ـــــ ـــ ـــــ ـــ ــــ ـــــ ــ ـــــ ـــ ــــ ـــ ـــــــ ـــ ــــ ـــ ـــــ ـــ ـــــ ــ ـــ ـــــ ـــ ــــ ـــــ ـــ ـــ ـــــ ــ ـــ ـــــ ـــ ــــ ـــ ـــــــ ــ ـــــ ـــ ـــــ ـــ ــــ ـــــ ــ ـــــ ـــ ــــ ـــ ـــــــ ـــ ــــ ـــ ـــــ ـــ ـــــ ــ ـــ ـــــ ـــ ــــ ـــــ ـــ ـــ ـــــ ــ ـــ ـــــ ـــ ــــ ـــ ـــــــ ــ ـــــ ـــ ـــــ ـــ ــــ ـــــ ــ ـــــ ـــ ــــ ـــ ـــــــ ـــ ــــ ـــ ـــــ ـــ ـــــ ــ ـــ ـــــ ـــ ــــ ـــــ ـــ ـــ ـــــ ــ ـــ ـــــ ـــ ــــ ـــ ـــــــ ــ ـــــ ـــ ـــــ ـــ ــــ ـــــ ــ ـــــ ـــ ــــ ـــ ـــــــ ـــ ــــ ـــ ـــــ ـــ ـــــ ــ ـــ ـــــ ـــ ــــ ـــــ ـــ ـــ ـــــ ــ ـــ ـــــ ـــ ــــ ـــ ـــــــ ــ ـــــ ـــ ـــــ ـــ ــــ ـــــ ــ ـــــ ـــ ــــ ـــ ـــــــ ـــ ــــ ـــ ـــــ ـــ ـــــ ــ ـــ ـــــ ـــ ــــ ـــــ ـــ ـــ ـــــ ــ: [533, 160, 653, 236]
- left-page-header: [10, 6, 382, 20]
- column-body-text: ـــ ـــــ ـــ ــــ ـــ ـــــــ ــ ـــــ ـــ ـــــ ـــ ــــ ـــــ ــ ـــــ ـــ ــــ ـــ ـــــــ ـــ ــــ ـــ ـــــ ـــ ـــــ ــ ـــ ـــــ ـــ ــــ ـــــ ـــ ـــ ـــــ ــ ـــ ـــــ ـــ ــــ ـــ ـــــــ ــ ـــــ ـــ ـــــ ـــ ــــ ـــــ ــ ـــــ ـــ ــــ ـــ ـــــــ ـــ ــــ ـــ ـــــ ـــ ـــــ ــ ـــ ـــــ ـــ ــــ ـــــ ـــ ـــ ـــــ ــ ـــ ـــــ ـــ ــــ ـــ ـــــــ ــ ـــــ ـــ ـــــ ـــ ــــ ـــــ ــ ـــــ ـــ ــــ ـــ ـــــــ ـــ ــــ ـــ ـــــ ـــ ـــــ ــ ـــ ـــــ ـــ ــــ ـــــ ـــ ـــ ـــــ ــ ـــ ـــــ ـــ ــــ ـــ ـــــــ ــ ـــــ ـــ ـــــ ـــ ــــ ـــــ ــ ـــــ ـــ ــــ ـــ ـــــــ ـــ ــــ ـــ ـــــ ـــ ـــــ ــ ـــ ـــــ ـــ ــــ ـــــ ـــ ـــ ـــــ ــ: [12, 393, 130, 444]
- speaker-name: آقای فرهودی: [621, 679, 653, 686]
- column-rule: [657, 24, 658, 588]
- column-body-text: ـــ ـــــ ـــ ــــ ـــ ـــــــ ــ ـــــ ـــ ـــــ ـــ ــــ ـــــ ــ ـــــ ـــ ــــ ـــ ـــــــ ـــ ــــ ـــ ـــــ ـــ ـــــ ــ ـــ ـــــ ـــ ــــ ـــــ ـــ ـــ ـــــ ــ ـــ ـــــ ـــ ــــ ـــ ـــــــ ــ ـــــ ـــ ـــــ ـــ ــــ ـــــ ــ ـــــ ـــ ــــ ـــ ـــــــ ـــ ــــ ـــ ـــــ ـــ ـــــ ــ ـــ ـــــ ـــ ــــ ـــــ ـــ ـــ ـــــ ــ ـــ ـــــ ـــ ــــ ـــ ـــــــ ــ ـــــ ـــ ـــــ ـــ ــــ ـــــ ــ ـــــ ـــ ــــ ـــ ـــــــ ـــ ــــ ـــ ـــــ ـــ ـــــ ــ ـــ ـــــ ـــ ــــ ـــــ ـــ ـــ ـــــ ــ ـــ ـــــ ـــ ــــ ـــ ـــــــ ــ ـــــ ـــ ـــــ ـــ ــــ ـــــ ــ ـــــ ـــ ــــ ـــ ـــــــ ـــ ــــ ـــ ـــــ ـــ ـــــ ــ ـــ ـــــ ـــ ــــ ـــــ ـــ ـــ ـــــ ــ ـــ ـــــ ـــ ــــ ـــ ـــــــ ــ ـــــ ـــ ـــــ ـــ ــــ ـــــ ــ ـــــ ـــ ــــ ـــ ـــــــ ـــ ــــ ـــ ـــــ ـــ ـــــ ــ ـــ ـــــ ـــ ــــ ـــــ ـــ ـــ ـــــ ــ ـــ ـــــ ـــ ــــ ـــ ـــــــ ــ ـــــ ـــ ـــــ ـــ ــــ ـــــ ــ ـــــ ـــ ــــ ـــ ـــــــ ـــ ــــ ـــ ـــــ ـــ ـــــ ــ ـــ ـــــ ـــ ــــ ـــــ ـــ ـــ ـــــ ــ: [405, 307, 523, 383]
- column-body-text: ـــ ـــــ ـــ ــــ ـــ ـــــــ ــ ـــــ ـــ ـــــ ـــ ــــ ـــــ ــ ـــــ ـــ ــــ ـــ ـــــــ ـــ ــــ ـــ ـــــ ـــ ـــــ ــ ـــ ـــــ ـــ ــــ ـــــ ـــ ـــ ـــــ ــ ـــ ـــــ ـــ ــــ ـــ ـــــــ ــ ـــــ ـــ ـــــ ـــ ــــ ـــــ ــ ـــــ ـــ ــــ ـــ ـــــــ ـــ ــــ ـــ ـــــ ـــ ـــــ ــ ـــ ـــــ ـــ ــــ ـــــ ـــ ـــ ـــــ ــ ـــ ـــــ ـــ ــــ ـــ ـــــــ ــ ـــــ ـــ ـــــ ـــ ــــ ـــــ ــ ـــــ ـــ ــــ ـــ ـــــــ ـــ ــــ ـــ ـــــ ـــ ـــــ ــ ـــ ـــــ ـــ ــــ ـــــ ـــ ـــ ـــــ ــ ـــ ـــــ ـــ ــــ ـــ ـــــــ ــ ـــــ ـــ ـــــ ـــ ــــ ـــــ ــ ـــــ ـــ ــــ ـــ ـــــــ ـــ ــــ ـــ ـــــ ـــ ـــــ ــ ـــ ـــــ ـــ ــــ ـــــ ـــ ـــ ـــــ ــ ـــ ـــــ ـــ ــــ ـــ ـــــــ ــ ـــــ ـــ ـــــ ـــ ــــ ـــــ ــ ـــــ ـــ ــــ ـــ ـــــــ ـــ ــــ ـــ ـــــ ـــ ـــــ ــ ـــ ـــــ ـــ ــــ ـــــ ـــ ـــ ـــــ ــ ـــ ـــــ ـــ ــــ ـــ ـــــــ ــ ـــــ ـــ ـــــ ـــ ــــ ـــــ ــ ـــــ ـــ ــــ ـــ ـــــــ ـــ ــــ ـــ ـــــ ـــ ـــــ ــ ـــ ـــــ ـــ ــــ ـــــ ـــ ـــ ـــــ ــ ـــ ـــــ ـــ ــــ ـــ ـــــــ ــ ـــــ ـــ ـــــ ـــ ــــ ـــــ ــ ـــــ ـــ ــــ ـــ ـــــــ ـــ ــــ ـــ ـــــ ـــ ـــــ ــ ـــ ـــــ ـــ ــــ ـــــ ـــ ـــ ـــــ ــ ـــ ـــــ ـــ ــــ ـــ ـــــــ ــ ـــــ ـــ ـــــ ـــ ــــ ـــــ ــ ـــــ ـــ ــــ ـــ ـــــــ ـــ ــــ ـــ ـــــ ـــ ـــــ ــ ـــ ـــــ ـــ ــــ ـــــ ـــ ـــ ـــــ ــ: [405, 748, 523, 849]
- column-body-text: ـــ ـــــ ـــ ــــ ـــ ـــــــ ــ ـــــ ـــ ـــــ ـــ ــــ ـــــ ــ ـــــ ـــ ــــ ـــ ـــــــ ـــ ــــ ـــ ـــــ ـــ ـــــ ــ ـــ ـــــ ـــ ــــ ـــــ ـــ ـــ ـــــ ــ ـــ ـــــ ـــ ــــ ـــ ـــــــ ــ ـــــ ـــ ـــــ ـــ ــــ ـــــ ــ ـــــ ـــ ــــ ـــ ـــــــ ـــ ــــ ـــ ـــــ ـــ ـــــ ــ ـــ ـــــ ـــ ــــ ـــــ ـــ ـــ ـــــ ــ ـــ ـــــ ـــ ــــ ـــ ـــــــ ــ ـــــ ـــ ـــــ ـــ ــــ ـــــ ــ ـــــ ـــ ــــ ـــ ـــــــ ـــ ــــ ـــ ـــــ ـــ ـــــ ــ ـــ ـــــ ـــ ــــ ـــــ ـــ ـــ ـــــ ــ ـــ ـــــ ـــ ــــ ـــ ـــــــ ــ ـــــ ـــ ـــــ ـــ ــــ ـــــ ــ ـــــ ـــ ــــ ـــ ـــــــ ـــ ــــ ـــ ـــــ ـــ ـــــ ــ ـــ ـــــ ـــ ــــ ـــــ ـــ ـــ ـــــ ــ: [405, 246, 523, 297]
- speaker-name: آقای صادقی: [226, 238, 256, 245]
- speaker-name: آقای امیرتیمور: [488, 152, 523, 159]
- column-body-text: ـــ ـــــ ـــ ــــ ـــ ـــــــ ــ ـــــ ـــ ـــــ ـــ ــــ ـــــ ــ ـــــ ـــ ــــ ـــ ـــــــ ـــ ــــ ـــ ـــــ ـــ ـــــ ــ ـــ ـــــ ـــ ــــ ـــــ ـــ ـــ ـــــ ــ ـــ ـــــ ـــ ــــ ـــ ـــــــ ــ ـــــ ـــ ـــــ ـــ ــــ ـــــ ــ ـــــ ـــ ــــ ـــ ـــــــ ـــ ــــ ـــ ـــــ ـــ ـــــ ــ ـــ ـــــ ـــ ــــ ـــــ ـــ ـــ ـــــ ــ ـــ ـــــ ـــ ــــ ـــ ـــــــ ــ ـــــ ـــ ـــــ ـــ ــــ ـــــ ــ ـــــ ـــ ــــ ـــ ـــــــ ـــ ــــ ـــ ـــــ ـــ ـــــ ــ ـــ ـــــ ـــ ــــ ـــــ ـــ ـــ ـــــ ــ ـــ ـــــ ـــ ــــ ـــ ـــــــ ــ ـــــ ـــ ـــــ ـــ ــــ ـــــ ــ ـــــ ـــ ــــ ـــ ـــــــ ـــ ــــ ـــ ـــــ ـــ ـــــ ــ ـــ ـــــ ـــ ــــ ـــــ ـــ ـــ ـــــ ــ ـــ ـــــ ـــ ــــ ـــ ـــــــ ــ ـــــ ـــ ـــــ ـــ ــــ ـــــ ــ ـــــ ـــ ــــ ـــ ـــــــ ـــ ــــ ـــ ـــــ ـــ ـــــ ــ ـــ ـــــ ـــ ــــ ـــــ ـــ ـــ ـــــ ــ ـــ ـــــ ـــ ــــ ـــ ـــــــ ــ ـــــ ـــ ـــــ ـــ ــــ ـــــ ــ ـــــ ـــ ــــ ـــ ـــــــ ـــ ــــ ـــ ـــــ ـــ ـــــ ــ ـــ ـــــ ـــ ــــ ـــــ ـــ ـــ ـــــ ــ: [663, 160, 783, 236]
- speaker-name: آقای کاشانی: [492, 299, 523, 306]
- speaker-name: حاجی محمد آقا: [344, 152, 382, 159]
- column-body-text: ـــ ـــــ ـــ ــــ ـــ ـــــــ ــ ـــــ ـــ ـــــ ـــ ــــ ـــــ ــ ـــــ ـــ ــــ ـــ ـــــــ ـــ ــــ ـــ ـــــ ـــ ـــــ ــ ـــ ـــــ ـــ ــــ ـــــ ـــ ـــ ـــــ ــ ـــ ـــــ ـــ ــــ ـــ ـــــــ ــ ـــــ ـــ ـــــ ـــ ــــ ـــــ ــ ـــــ ـــ ــــ ـــ ـــــــ ـــ ــــ ـــ ـــــ ـــ ـــــ ــ ـــ ـــــ ـــ ــــ ـــــ ـــ ـــ ـــــ ــ ـــ ـــــ ـــ ــــ ـــ ـــــــ ــ ـــــ ـــ ـــــ ـــ ــــ ـــــ ــ ـــــ ـــ ــــ ـــ ـــــــ ـــ ــــ ـــ ـــــ ـــ ـــــ ــ ـــ ـــــ ـــ ــــ ـــــ ـــ ـــ ـــــ ــ ـــ ـــــ ـــ ــــ ـــ ـــــــ ــ ـــــ ـــ ـــــ ـــ ــــ ـــــ ــ ـــــ ـــ ــــ ـــ ـــــــ ـــ ــــ ـــ ـــــ ـــ ـــــ ــ ـــ ـــــ ـــ ــــ ـــــ ـــ ـــ ـــــ ــ ـــ ـــــ ـــ ــــ ـــ ـــــــ ــ ـــــ ـــ ـــــ ـــ ــــ ـــــ ــ ـــــ ـــ ــــ ـــ ـــــــ ـــ ــــ ـــ ـــــ ـــ ـــــ ــ ـــ ـــــ ـــ ــــ ـــــ ـــ ـــ ـــــ ــ ـــ ـــــ ـــ ــــ ـــ ـــــــ ــ ـــــ ـــ ـــــ ـــ ــــ ـــــ ــ ـــــ ـــ ــــ ـــ ـــــــ ـــ ــــ ـــ ـــــ ـــ ـــــ ــ ـــ ـــــ ـــ ــــ ـــــ ـــ ـــ ـــــ ــ: [264, 454, 382, 530]
- column-body-text: ـــ ـــــ ـــ ــــ ـــ ـــــــ ــ ـــــ ـــ ـــــ ـــ ــــ ـــــ ــ ـــــ ـــ ــــ ـــ ـــــــ ـــ ــــ ـــ ـــــ ـــ ـــــ ــ ـــ ـــــ ـــ ــــ ـــــ ـــ ـــ ـــــ ــ ـــ ـــــ ـــ ــــ ـــ ـــــــ ــ ـــــ ـــ ـــــ ـــ ــــ ـــــ ــ ـــــ ـــ ــــ ـــ ـــــــ ـــ ــــ ـــ ـــــ ـــ ـــــ ــ ـــ ـــــ ـــ ــــ ـــــ ـــ ـــ ـــــ ــ ـــ ـــــ ـــ ــــ ـــ ـــــــ ــ ـــــ ـــ ـــــ ـــ ــــ ـــــ ــ ـــــ ـــ ــــ ـــ ـــــــ ـــ ــــ ـــ ـــــ ـــ ـــــ ــ ـــ ـــــ ـــ ــــ ـــــ ـــ ـــ ـــــ ــ ـــ ـــــ ـــ ــــ ـــ ـــــــ ــ ـــــ ـــ ـــــ ـــ ــــ ـــــ ــ ـــــ ـــ ــــ ـــ ـــــــ ـــ ــــ ـــ ـــــ ـــ ـــــ ــ ـــ ـــــ ـــ ــــ ـــــ ـــ ـــ ـــــ ــ: [138, 540, 256, 590]
- section-heading: آقای دماوندی: [53, 89, 89, 97]
- right-page-label: صفحه ۲۲۰: [749, 7, 781, 16]
- left-column-1: [264, 24, 382, 788]
- column-body-text: ـــ ـــــ ـــ ــــ ـــ ـــــــ ــ ـــــ ـــ ـــــ ـــ ــــ ـــــ ــ ـــــ ـــ ــــ ـــ ـــــــ ـــ ــــ ـــ ـــــ ـــ ـــــ ــ ـــ ـــــ ـــ ــــ ـــــ ـــ ـــ ـــــ ــ ـــ ـــــ ـــ ــــ ـــ ـــــــ ــ ـــــ ـــ ـــــ ـــ ــــ ـــــ ــ ـــــ ـــ ــــ ـــ ـــــــ ـــ ــــ ـــ ـــــ ـــ ـــــ ــ ـــ ـــــ ـــ ــــ ـــــ ـــ ـــ ـــــ ــ ـــ ـــــ ـــ ــــ ـــ ـــــــ ــ ـــــ ـــ ـــــ ـــ ــــ ـــــ ــ ـــــ ـــ ــــ ـــ ـــــــ ـــ ــــ ـــ ـــــ ـــ ـــــ ــ ـــ ـــــ ـــ ــــ ـــــ ـــ ـــ ـــــ ــ ـــ ـــــ ـــ ــــ ـــ ـــــــ ــ ـــــ ـــ ـــــ ـــ ــــ ـــــ ــ ـــــ ـــ ــــ ـــ ـــــــ ـــ ــــ ـــ ـــــ ـــ ـــــ ــ ـــ ـــــ ـــ ــــ ـــــ ـــ ـــ ـــــ ــ ـــ ـــــ ـــ ــــ ـــ ـــــــ ــ ـــــ ـــ ـــــ ـــ ــــ ـــــ ــ ـــــ ـــ ــــ ـــ ـــــــ ـــ ــــ ـــ ـــــ ـــ ـــــ ــ ـــ ـــــ ـــ ــــ ـــــ ـــ ـــ ـــــ ــ ـــ ـــــ ـــ ــــ ـــ ـــــــ ــ ـــــ ـــ ـــــ ـــ ــــ ـــــ ــ ـــــ ـــ ــــ ـــ ـــــــ ـــ ــــ ـــ ـــــ ـــ ـــــ ــ ـــ ـــــ ـــ ــــ ـــــ ـــ ـــ ـــــ ــ: [405, 160, 523, 236]
- speaker-name: مستشار الدوله: [94, 152, 130, 159]
- column-body-text: ـــ ـــــ ـــ ــــ ـــ ـــــــ ــ ـــــ ـــ ـــــ ـــ ــــ ـــــ ــ ـــــ ـــ ــــ ـــ ـــــــ ـــ ــــ ـــ ـــــ ـــ ـــــ ــ ـــ ـــــ ـــ ــــ ـــــ ـــ ـــ ـــــ ــ ـــ ـــــ ـــ ــــ ـــ ـــــــ ــ ـــــ ـــ ـــــ ـــ ــــ ـــــ ــ ـــــ ـــ ــــ ـــ ـــــــ ـــ ــــ ـــ ـــــ ـــ ـــــ ــ ـــ ـــــ ـــ ــــ ـــــ ـــ ـــ ـــــ ــ ـــ ـــــ ـــ ــــ ـــ ـــــــ ــ ـــــ ـــ ـــــ ـــ ــــ ـــــ ــ ـــــ ـــ ــــ ـــ ـــــــ ـــ ــــ ـــ ـــــ ـــ ـــــ ــ ـــ ـــــ ـــ ــــ ـــــ ـــ ـــ ـــــ ــ ـــ ـــــ ـــ ــــ ـــ ـــــــ ــ ـــــ ـــ ـــــ ـــ ــــ ـــــ ــ ـــــ ـــ ــــ ـــ ـــــــ ـــ ــــ ـــ ـــــ ـــ ـــــ ــ ـــ ـــــ ـــ ــــ ـــــ ـــ ـــ ـــــ ــ ـــ ـــــ ـــ ــــ ـــ ـــــــ ــ ـــــ ـــ ـــــ ـــ ــــ ـــــ ــ ـــــ ـــ ــــ ـــ ـــــــ ـــ ــــ ـــ ـــــ ـــ ـــــ ــ ـــ ـــــ ـــ ــــ ـــــ ـــ ـــ ـــــ ــ ـــ ـــــ ـــ ــــ ـــ ـــــــ ــ ـــــ ـــ ـــــ ـــ ــــ ـــــ ــ ـــــ ـــ ــــ ـــ ـــــــ ـــ ــــ ـــ ـــــ ـــ ـــــ ــ ـــ ـــــ ـــ ــــ ـــــ ـــ ـــ ـــــ ــ ـــ ـــــ ـــ ــــ ـــ ـــــــ ــ ـــــ ـــ ـــــ ـــ ــــ ـــــ ــ ـــــ ـــ ــــ ـــ ـــــــ ـــ ــــ ـــ ـــــ ـــ ـــــ ــ ـــ ـــــ ـــ ــــ ـــــ ـــ ـــ ـــــ ــ ـــ ـــــ ـــ ــــ ـــ ـــــــ ــ ـــــ ـــ ـــــ ـــ ــــ ـــــ ــ ـــــ ـــ ــــ ـــ ـــــــ ـــ ــــ ـــ ـــــ ـــ ـــــ ــ ـــ ـــــ ـــ ــــ ـــــ ـــ ـــ ـــــ ــ: [533, 748, 653, 849]
- column-body-text: ـــ ـــــ ـــ ــــ ـــ ـــــــ ــ ـــــ ـــ ـــــ ـــ ــــ ـــــ ــ ـــــ ـــ ــــ ـــ ـــــــ ـــ ــــ ـــ ـــــ ـــ ـــــ ــ ـــ ـــــ ـــ ــــ ـــــ ـــ ـــ ـــــ ــ ـــ ـــــ ـــ ــــ ـــ ـــــــ ــ ـــــ ـــ ـــــ ـــ ــــ ـــــ ــ ـــــ ـــ ــــ ـــ ـــــــ ـــ ــــ ـــ ـــــ ـــ ـــــ ــ ـــ ـــــ ـــ ــــ ـــــ ـــ ـــ ـــــ ــ ـــ ـــــ ـــ ــــ ـــ ـــــــ ــ ـــــ ـــ ـــــ ـــ ــــ ـــــ ــ ـــــ ـــ ــــ ـــ ـــــــ ـــ ــــ ـــ ـــــ ـــ ـــــ ــ ـــ ـــــ ـــ ــــ ـــــ ـــ ـــ ـــــ ــ ـــ ـــــ ـــ ــــ ـــ ـــــــ ــ ـــــ ـــ ـــــ ـــ ــــ ـــــ ــ ـــــ ـــ ــــ ـــ ـــــــ ـــ ــــ ـــ ـــــ ـــ ـــــ ــ ـــ ـــــ ـــ ــــ ـــــ ـــ ـــ ـــــ ــ: [533, 687, 653, 737]
- speaker-name: آقای نراقی: [496, 532, 523, 539]
- speaker-name: آقای امیر احمدی: [341, 679, 382, 686]
- right-column-3: [405, 24, 523, 849]
- column-body-text: ـــ ـــــ ـــ ــــ ـــ ـــــــ ــ ـــــ ـــ ـــــ ـــ ــــ ـــــ ــ ـــــ ـــ ــــ ـــ ـــــــ ـــ ــــ ـــ ـــــ ـــ ـــــ ــ ـــ ـــــ ـــ ــــ ـــــ ـــ ـــ ـــــ ــ ـــ ـــــ ـــ ــــ ـــ ـــــــ ــ ـــــ ـــ ـــــ ـــ ــــ ـــــ ــ ـــــ ـــ ــــ ـــ ـــــــ ـــ ــــ ـــ ـــــ ـــ ـــــ ــ ـــ ـــــ ـــ ــــ ـــــ ـــ ـــ ـــــ ــ ـــ ـــــ ـــ ــــ ـــ ـــــــ ــ ـــــ ـــ ـــــ ـــ ــــ ـــــ ــ ـــــ ـــ ــــ ـــ ـــــــ ـــ ــــ ـــ ـــــ ـــ ـــــ ــ ـــ ـــــ ـــ ــــ ـــــ ـــ ـــ ـــــ ــ ـــ ـــــ ـــ ــــ ـــ ـــــــ ــ ـــــ ـــ ـــــ ـــ ــــ ـــــ ــ ـــــ ـــ ــــ ـــ ـــــــ ـــ ــــ ـــ ـــــ ـــ ـــــ ــ ـــ ـــــ ـــ ــــ ـــــ ـــ ـــ ـــــ ــ: [138, 393, 256, 444]
- column-body-text: ـــ ـــــ ـــ ــــ ـــ ـــــــ ــ ـــــ ـــ ـــــ ـــ ــــ ـــــ ــ ـــــ ـــ ــــ ـــ ـــــــ ـــ ــــ ـــ ـــــ ـــ ـــــ ــ ـــ ـــــ ـــ ــــ ـــــ ـــ ـــ ـــــ ــ ـــ ـــــ ـــ ــــ ـــ ـــــــ ــ ـــــ ـــ ـــــ ـــ ــــ ـــــ ــ ـــــ ـــ ــــ ـــ ـــــــ ـــ ــــ ـــ ـــــ ـــ ـــــ ــ ـــ ـــــ ـــ ــــ ـــــ ـــ ـــ ـــــ ــ ـــ ـــــ ـــ ــــ ـــ ـــــــ ــ ـــــ ـــ ـــــ ـــ ــــ ـــــ ــ ـــــ ـــ ــــ ـــ ـــــــ ـــ ــــ ـــ ـــــ ـــ ـــــ ــ ـــ ـــــ ـــ ــــ ـــــ ـــ ـــ ـــــ ــ ـــ ـــــ ـــ ــــ ـــ ـــــــ ــ ـــــ ـــ ـــــ ـــ ــــ ـــــ ــ ـــــ ـــ ــــ ـــ ـــــــ ـــ ــــ ـــ ـــــ ـــ ـــــ ــ ـــ ـــــ ـــ ــــ ـــــ ـــ ـــ ـــــ ــ: [138, 246, 256, 297]
- speaker-name: آقای بلوردی: [753, 446, 783, 453]
- speaker-name: آقای ریاضی: [101, 446, 130, 453]
- column-body-text: ـــ ـــــ ـــ ــــ ـــ ـــــــ ــ ـــــ ـــ ـــــ ـــ ــــ ـــــ ــ ـــــ ـــ ــــ ـــ ـــــــ ـــ ــــ ـــ ـــــ ـــ ـــــ ــ ـــ ـــــ ـــ ــــ ـــــ ـــ ـــ ـــــ ــ ـــ ـــــ ـــ ــــ ـــ ـــــــ ــ ـــــ ـــ ـــــ ـــ ــــ ـــــ ــ ـــــ ـــ ــــ ـــ ـــــــ ـــ ــــ ـــ ـــــ ـــ ـــــ ــ ـــ ـــــ ـــ ــــ ـــــ ـــ ـــ ـــــ ــ ـــ ـــــ ـــ ــــ ـــ ـــــــ ــ ـــــ ـــ ـــــ ـــ ــــ ـــــ ــ ـــــ ـــ ــــ ـــ ـــــــ ـــ ــــ ـــ ـــــ ـــ ـــــ ــ ـــ ـــــ ـــ ــــ ـــــ ـــ ـــ ـــــ ــ ـــ ـــــ ـــ ــــ ـــ ـــــــ ــ ـــــ ـــ ـــــ ـــ ــــ ـــــ ــ ـــــ ـــ ــــ ـــ ـــــــ ـــ ــــ ـــ ـــــ ـــ ـــــ ــ ـــ ـــــ ـــ ــــ ـــــ ـــ ـــ ـــــ ــ ـــ ـــــ ـــ ــــ ـــ ـــــــ ــ ـــــ ـــ ـــــ ـــ ــــ ـــــ ــ ـــــ ـــ ــــ ـــ ـــــــ ـــ ــــ ـــ ـــــ ـــ ـــــ ــ ـــ ـــــ ـــ ــــ ـــــ ـــ ـــ ـــــ ــ: [533, 24, 653, 87]
- column-body-text: ـــ ـــــ ـــ ــــ ـــ ـــــــ ــ ـــــ ـــ ـــــ ـــ ــــ ـــــ ــ ـــــ ـــ ــــ ـــ ـــــــ ـــ ــــ ـــ ـــــ ـــ ـــــ ــ ـــ ـــــ ـــ ــــ ـــــ ـــ ـــ ـــــ ــ ـــ ـــــ ـــ ــــ ـــ ـــــــ ــ ـــــ ـــ ـــــ ـــ ــــ ـــــ ــ ـــــ ـــ ــــ ـــ ـــــــ ـــ ــــ ـــ ـــــ ـــ ـــــ ــ ـــ ـــــ ـــ ــــ ـــــ ـــ ـــ ـــــ ــ ـــ ـــــ ـــ ــــ ـــ ـــــــ ــ ـــــ ـــ ـــــ ـــ ــــ ـــــ ــ ـــــ ـــ ــــ ـــ ـــــــ ـــ ــــ ـــ ـــــ ـــ ـــــ ــ ـــ ـــــ ـــ ــــ ـــــ ـــ ـــ ـــــ ــ ـــ ـــــ ـــ ــــ ـــ ـــــــ ــ ـــــ ـــ ـــــ ـــ ــــ ـــــ ــ ـــــ ـــ ــــ ـــ ـــــــ ـــ ــــ ـــ ـــــ ـــ ـــــ ــ ـــ ـــــ ـــ ــــ ـــــ ـــ ـــ ـــــ ــ: [12, 540, 130, 590]
- section-heading: آقای ملک مدنی: [302, 89, 344, 97]
- speaker-name: آقای مهدوی: [624, 446, 653, 453]
- column-body-text: ـــ ـــــ ـــ ــــ ـــ ـــــــ ــ ـــــ ـــ ـــــ ـــ ــــ ـــــ ــ ـــــ ـــ ــــ ـــ ـــــــ ـــ ــــ ـــ ـــــ ـــ ـــــ ــ ـــ ـــــ ـــ ــــ ـــــ ـــ ـــ ـــــ ــ ـــ ـــــ ـــ ــــ ـــ ـــــــ ــ ـــــ ـــ ـــــ ـــ ــــ ـــــ ــ ـــــ ـــ ــــ ـــ ـــــــ ـــ ــــ ـــ ـــــ ـــ ـــــ ــ ـــ ـــــ ـــ ــــ ـــــ ـــ ـــ ـــــ ــ ـــ ـــــ ـــ ــــ ـــ ـــــــ ــ ـــــ ـــ ـــــ ـــ ــــ ـــــ ــ ـــــ ـــ ــــ ـــ ـــــــ ـــ ــــ ـــ ـــــ ـــ ـــــ ــ ـــ ـــــ ـــ ــــ ـــــ ـــ ـــ ـــــ ــ ـــ ـــــ ـــ ــــ ـــ ـــــــ ــ ـــــ ـــ ـــــ ـــ ــــ ـــــ ــ ـــــ ـــ ــــ ـــ ـــــــ ـــ ــــ ـــ ـــــ ـــ ـــــ ــ ـــ ـــــ ـــ ــــ ـــــ ـــ ـــ ـــــ ــ: [533, 99, 653, 150]
- column-body-text: ـــ ـــــ ـــ ــــ ـــ ـــــــ ــ ـــــ ـــ ـــــ ـــ ــــ ـــــ ــ ـــــ ـــ ــــ ـــ ـــــــ ـــ ــــ ـــ ـــــ ـــ ـــــ ــ ـــ ـــــ ـــ ــــ ـــــ ـــ ـــ ـــــ ــ ـــ ـــــ ـــ ــــ ـــ ـــــــ ــ ـــــ ـــ ـــــ ـــ ــــ ـــــ ــ ـــــ ـــ ــــ ـــ ـــــــ ـــ ــــ ـــ ـــــ ـــ ـــــ ــ ـــ ـــــ ـــ ــــ ـــــ ـــ ـــ ـــــ ــ ـــ ـــــ ـــ ــــ ـــ ـــــــ ــ ـــــ ـــ ـــــ ـــ ــــ ـــــ ــ ـــــ ـــ ــــ ـــ ـــــــ ـــ ــــ ـــ ـــــ ـــ ـــــ ــ ـــ ـــــ ـــ ــــ ـــــ ـــ ـــ ـــــ ــ ـــ ـــــ ـــ ــــ ـــ ـــــــ ــ ـــــ ـــ ـــــ ـــ ــــ ـــــ ــ ـــــ ـــ ــــ ـــ ـــــــ ـــ ــــ ـــ ـــــ ـــ ـــــ ــ ـــ ـــــ ـــ ــــ ـــــ ـــ ـــ ـــــ ــ: [663, 246, 783, 297]
- column-body-text: ـــ ـــــ ـــ ــــ ـــ ـــــــ ــ ـــــ ـــ ـــــ ـــ ــــ ـــــ ــ ـــــ ـــ ــــ ـــ ـــــــ ـــ ــــ ـــ ـــــ ـــ ـــــ ــ ـــ ـــــ ـــ ــــ ـــــ ـــ ـــ ـــــ ــ ـــ ـــــ ـــ ــــ ـــ ـــــــ ــ ـــــ ـــ ـــــ ـــ ــــ ـــــ ــ ـــــ ـــ ــــ ـــ ـــــــ ـــ ــــ ـــ ـــــ ـــ ـــــ ــ ـــ ـــــ ـــ ــــ ـــــ ـــ ـــ ـــــ ــ ـــ ـــــ ـــ ــــ ـــ ـــــــ ــ ـــــ ـــ ـــــ ـــ ــــ ـــــ ــ ـــــ ـــ ــــ ـــ ـــــــ ـــ ــــ ـــ ـــــ ـــ ـــــ ــ ـــ ـــــ ـــ ــــ ـــــ ـــ ـــ ـــــ ــ ـــ ـــــ ـــ ــــ ـــ ـــــــ ــ ـــــ ـــ ـــــ ـــ ــــ ـــــ ــ ـــــ ـــ ــــ ـــ ـــــــ ـــ ــــ ـــ ـــــ ـــ ـــــ ــ ـــ ـــــ ـــ ــــ ـــــ ـــ ـــ ـــــ ــ ـــ ـــــ ـــ ــــ ـــ ـــــــ ــ ـــــ ـــ ـــــ ـــ ــــ ـــــ ــ ـــــ ـــ ــــ ـــ ـــــــ ـــ ــــ ـــ ـــــ ـــ ـــــ ــ ـــ ـــــ ـــ ــــ ـــــ ـــ ـــ ـــــ ــ: [663, 24, 783, 87]
- speaker-name: آقای تقی زاده: [95, 593, 130, 600]
- column-body-text: ـــ ـــــ ـــ ــــ ـــ ـــــــ ــ ـــــ ـــ ـــــ ـــ ــــ ـــــ ــ ـــــ ـــ ــــ ـــ ـــــــ ـــ ــــ ـــ ـــــ ـــ ـــــ ــ ـــ ـــــ ـــ ــــ ـــــ ـــ ـــ ـــــ ــ ـــ ـــــ ـــ ــــ ـــ ـــــــ ــ ـــــ ـــ ـــــ ـــ ــــ ـــــ ــ ـــــ ـــ ــــ ـــ ـــــــ ـــ ــــ ـــ ـــــ ـــ ـــــ ــ ـــ ـــــ ـــ ــــ ـــــ ـــ ـــ ـــــ ــ ـــ ـــــ ـــ ــــ ـــ ـــــــ ــ ـــــ ـــ ـــــ ـــ ــــ ـــــ ــ ـــــ ـــ ــــ ـــ ـــــــ ـــ ــــ ـــ ـــــ ـــ ـــــ ــ ـــ ـــــ ـــ ــــ ـــــ ـــ ـــ ـــــ ــ ـــ ـــــ ـــ ــــ ـــ ـــــــ ــ ـــــ ـــ ـــــ ـــ ــــ ـــــ ــ ـــــ ـــ ــــ ـــ ـــــــ ـــ ــــ ـــ ـــــ ـــ ـــــ ــ ـــ ـــــ ـــ ــــ ـــــ ـــ ـــ ـــــ ــ: [405, 393, 523, 444]
- speaker-name: آقای تهرانچی: [491, 238, 523, 245]
- column-body-text: ـــ ـــــ ـــ ــــ ـــ ـــــــ ــ ـــــ ـــ ـــــ ـــ ــــ ـــــ ــ ـــــ ـــ ــــ ـــ ـــــــ ـــ ــــ ـــ ـــــ ـــ ـــــ ــ ـــ ـــــ ـــ ــــ ـــــ ـــ ـــ ـــــ ــ ـــ ـــــ ـــ ــــ ـــ ـــــــ ــ ـــــ ـــ ـــــ ـــ ــــ ـــــ ــ ـــــ ـــ ــــ ـــ ـــــــ ـــ ــــ ـــ ـــــ ـــ ـــــ ــ ـــ ـــــ ـــ ــــ ـــــ ـــ ـــ ـــــ ــ ـــ ـــــ ـــ ــــ ـــ ـــــــ ــ ـــــ ـــ ـــــ ـــ ــــ ـــــ ــ ـــــ ـــ ــــ ـــ ـــــــ ـــ ــــ ـــ ـــــ ـــ ـــــ ــ ـــ ـــــ ـــ ــــ ـــــ ـــ ـــ ـــــ ــ ـــ ـــــ ـــ ــــ ـــ ـــــــ ــ ـــــ ـــ ـــــ ـــ ــــ ـــــ ــ ـــــ ـــ ــــ ـــ ـــــــ ـــ ــــ ـــ ـــــ ـــ ـــــ ــ ـــ ـــــ ـــ ــــ ـــــ ـــ ـــ ـــــ ــ ـــ ـــــ ـــ ــــ ـــ ـــــــ ــ ـــــ ـــ ـــــ ـــ ــــ ـــــ ــ ـــــ ـــ ــــ ـــ ـــــــ ـــ ــــ ـــ ـــــ ـــ ـــــ ــ ـــ ـــــ ـــ ــــ ـــــ ـــ ـــ ـــــ ــ: [138, 24, 256, 87]
- speaker-name: آقای سبحانی: [350, 299, 382, 306]
- column-rule: [257, 24, 258, 588]
- column-body-text: ـــ ـــــ ـــ ــــ ـــ ـــــــ ــ ـــــ ـــ ـــــ ـــ ــــ ـــــ ــ ـــــ ـــ ــــ ـــ ـــــــ ـــ ــــ ـــ ـــــ ـــ ـــــ ــ ـــ ـــــ ـــ ــــ ـــــ ـــ ـــ ـــــ ــ ـــ ـــــ ـــ ــــ ـــ ـــــــ ــ ـــــ ـــ ـــــ ـــ ــــ ـــــ ــ ـــــ ـــ ــــ ـــ ـــــــ ـــ ــــ ـــ ـــــ ـــ ـــــ ــ ـــ ـــــ ـــ ــــ ـــــ ـــ ـــ ـــــ ــ ـــ ـــــ ـــ ــــ ـــ ـــــــ ــ ـــــ ـــ ـــــ ـــ ــــ ـــــ ــ ـــــ ـــ ــــ ـــ ـــــــ ـــ ــــ ـــ ـــــ ـــ ـــــ ــ ـــ ـــــ ـــ ــــ ـــــ ـــ ـــ ـــــ ــ ـــ ـــــ ـــ ــــ ـــ ـــــــ ــ ـــــ ـــ ـــــ ـــ ــــ ـــــ ــ ـــــ ـــ ــــ ـــ ـــــــ ـــ ــــ ـــ ـــــ ـــ ـــــ ــ ـــ ـــــ ـــ ــــ ـــــ ـــ ـــ ـــــ ــ ـــ ـــــ ـــ ــــ ـــ ـــــــ ــ ـــــ ـــ ـــــ ـــ ــــ ـــــ ــ ـــــ ـــ ــــ ـــ ـــــــ ـــ ــــ ـــ ـــــ ـــ ـــــ ــ ـــ ـــــ ـــ ــــ ـــــ ـــ ـــ ـــــ ــ ـــ ـــــ ـــ ــــ ـــ ـــــــ ــ ـــــ ـــ ـــــ ـــ ــــ ـــــ ــ ـــــ ـــ ــــ ـــ ـــــــ ـــ ــــ ـــ ـــــ ـــ ـــــ ــ ـــ ـــــ ـــ ــــ ـــــ ـــ ـــ ـــــ ــ: [663, 601, 783, 677]
- speaker-name: آقای زنگنه: [230, 679, 256, 686]
- section-heading: آقایان محمد اسماعیل: [436, 89, 492, 97]
- speaker-name: آقای طالش: [227, 446, 256, 453]
- column-body-text: ـــ ـــــ ـــ ــــ ـــ ـــــــ ــ ـــــ ـــ ـــــ ـــ ــــ ـــــ ــ ـــــ ـــ ــــ ـــ ـــــــ ـــ ــــ ـــ ـــــ ـــ ـــــ ــ ـــ ـــــ ـــ ــــ ـــــ ـــ ـــ ـــــ ــ ـــ ـــــ ـــ ــــ ـــ ـــــــ ــ ـــــ ـــ ـــــ ـــ ــــ ـــــ ــ ـــــ ـــ ــــ ـــ ـــــــ ـــ ــــ ـــ ـــــ ـــ ـــــ ــ ـــ ـــــ ـــ ــــ ـــــ ـــ ـــ ـــــ ــ ـــ ـــــ ـــ ــــ ـــ ـــــــ ــ ـــــ ـــ ـــــ ـــ ــــ ـــــ ــ ـــــ ـــ ــــ ـــ ـــــــ ـــ ــــ ـــ ـــــ ـــ ـــــ ــ ـــ ـــــ ـــ ــــ ـــــ ـــ ـــ ـــــ ــ ـــ ـــــ ـــ ــــ ـــ ـــــــ ــ ـــــ ـــ ـــــ ـــ ــــ ـــــ ــ ـــــ ـــ ــــ ـــ ـــــــ ـــ ــــ ـــ ـــــ ـــ ـــــ ــ ـــ ـــــ ـــ ــــ ـــــ ـــ ـــ ـــــ ــ ـــ ـــــ ـــ ــــ ـــ ـــــــ ــ ـــــ ـــ ـــــ ـــ ــــ ـــــ ــ ـــــ ـــ ــــ ـــ ـــــــ ـــ ــــ ـــ ـــــ ـــ ـــــ ــ ـــ ـــــ ـــ ــــ ـــــ ـــ ـــ ـــــ ــ: [405, 24, 523, 87]
- column-body-text: ـــ ـــــ ـــ ــــ ـــ ـــــــ ــ ـــــ ـــ ـــــ ـــ ــــ ـــــ ــ ـــــ ـــ ــــ ـــ ـــــــ ـــ ــــ ـــ ـــــ ـــ ـــــ ــ ـــ ـــــ ـــ ــــ ـــــ ـــ ـــ ـــــ ــ ـــ ـــــ ـــ ــــ ـــ ـــــــ ــ ـــــ ـــ ـــــ ـــ ــــ ـــــ ــ ـــــ ـــ ــــ ـــ ـــــــ ـــ ــــ ـــ ـــــ ـــ ـــــ ــ ـــ ـــــ ـــ ــــ ـــــ ـــ ـــ ـــــ ــ ـــ ـــــ ـــ ــــ ـــ ـــــــ ــ ـــــ ـــ ـــــ ـــ ــــ ـــــ ــ ـــــ ـــ ــــ ـــ ـــــــ ـــ ــــ ـــ ـــــ ـــ ـــــ ــ ـــ ـــــ ـــ ــــ ـــــ ـــ ـــ ـــــ ــ ـــ ـــــ ـــ ــــ ـــ ـــــــ ــ ـــــ ـــ ـــــ ـــ ــــ ـــــ ــ ـــــ ـــ ــــ ـــ ـــــــ ـــ ــــ ـــ ـــــ ـــ ـــــ ــ ـــ ـــــ ـــ ــــ ـــــ ـــ ـــ ـــــ ــ: [533, 540, 653, 590]
- speaker-name: آقای سیدعلی: [750, 238, 783, 245]
- speaker-name: آقای محمد تقی: [485, 385, 523, 392]
- speaker-name: آقای طوسی: [622, 385, 653, 392]
- right-page: [398, 4, 789, 849]
- column-rule: [131, 24, 132, 588]
- column-body-text: ـــ ـــــ ـــ ــــ ـــ ـــــــ ــ ـــــ ـــ ـــــ ـــ ــــ ـــــ ــ ـــــ ـــ ــــ ـــ ـــــــ ـــ ــــ ـــ ـــــ ـــ ـــــ ــ ـــ ـــــ ـــ ــــ ـــــ ـــ ـــ ـــــ ــ ـــ ـــــ ـــ ــــ ـــ ـــــــ ــ ـــــ ـــ ـــــ ـــ ــــ ـــــ ــ ـــــ ـــ ــــ ـــ ـــــــ ـــ ــــ ـــ ـــــ ـــ ـــــ ــ ـــ ـــــ ـــ ــــ ـــــ ـــ ـــ ـــــ ــ ـــ ـــــ ـــ ــــ ـــ ـــــــ ــ ـــــ ـــ ـــــ ـــ ــــ ـــــ ــ ـــــ ـــ ــــ ـــ ـــــــ ـــ ــــ ـــ ـــــ ـــ ـــــ ــ ـــ ـــــ ـــ ــــ ـــــ ـــ ـــ ـــــ ــ ـــ ـــــ ـــ ــــ ـــ ـــــــ ــ ـــــ ـــ ـــــ ـــ ــــ ـــــ ــ ـــــ ـــ ــــ ـــ ـــــــ ـــ ــــ ـــ ـــــ ـــ ـــــ ــ ـــ ـــــ ـــ ــــ ـــــ ـــ ـــ ـــــ ــ: [405, 687, 523, 737]
- column-body-text: ـــ ـــــ ـــ ــــ ـــ ـــــــ ــ ـــــ ـــ ـــــ ـــ ــــ ـــــ ــ ـــــ ـــ ــــ ـــ ـــــــ ـــ ــــ ـــ ـــــ ـــ ـــــ ــ ـــ ـــــ ـــ ــــ ـــــ ـــ ـــ ـــــ ــ ـــ ـــــ ـــ ــــ ـــ ـــــــ ــ ـــــ ـــ ـــــ ـــ ــــ ـــــ ــ ـــــ ـــ ــــ ـــ ـــــــ ـــ ــــ ـــ ـــــ ـــ ـــــ ــ ـــ ـــــ ـــ ــــ ـــــ ـــ ـــ ـــــ ــ ـــ ـــــ ـــ ــــ ـــ ـــــــ ــ ـــــ ـــ ـــــ ـــ ــــ ـــــ ــ ـــــ ـــ ــــ ـــ ـــــــ ـــ ــــ ـــ ـــــ ـــ ـــــ ــ ـــ ـــــ ـــ ــــ ـــــ ـــ ـــ ـــــ ــ ـــ ـــــ ـــ ــــ ـــ ـــــــ ــ ـــــ ـــ ـــــ ـــ ــــ ـــــ ــ ـــــ ـــ ــــ ـــ ـــــــ ـــ ــــ ـــ ـــــ ـــ ـــــ ــ ـــ ـــــ ـــ ــــ ـــــ ـــ ـــ ـــــ ــ ـــ ـــــ ـــ ــــ ـــ ـــــــ ــ ـــــ ـــ ـــــ ـــ ــــ ـــــ ــ ـــــ ـــ ــــ ـــ ـــــــ ـــ ــــ ـــ ـــــ ـــ ـــــ ــ ـــ ـــــ ـــ ــــ ـــــ ـــ ـــ ـــــ ــ ـــ ـــــ ـــ ــــ ـــ ـــــــ ــ ـــــ ـــ ـــــ ـــ ــــ ـــــ ــ ـــــ ـــ ــــ ـــ ـــــــ ـــ ــــ ـــ ـــــ ـــ ـــــ ــ ـــ ـــــ ـــ ــــ ـــــ ـــ ـــ ـــــ ــ: [533, 601, 653, 677]
- column-body-text: ـــ ـــــ ـــ ــــ ـــ ـــــــ ــ ـــــ ـــ ـــــ ـــ ــــ ـــــ ــ ـــــ ـــ ــــ ـــ ـــــــ ـــ ــــ ـــ ـــــ ـــ ـــــ ــ ـــ ـــــ ـــ ــــ ـــــ ـــ ـــ ـــــ ــ ـــ ـــــ ـــ ــــ ـــ ـــــــ ــ ـــــ ـــ ـــــ ـــ ــــ ـــــ ــ ـــــ ـــ ــــ ـــ ـــــــ ـــ ــــ ـــ ـــــ ـــ ـــــ ــ ـــ ـــــ ـــ ــــ ـــــ ـــ ـــ ـــــ ــ ـــ ـــــ ـــ ــــ ـــ ـــــــ ــ ـــــ ـــ ـــــ ـــ ــــ ـــــ ــ ـــــ ـــ ــــ ـــ ـــــــ ـــ ــــ ـــ ـــــ ـــ ـــــ ــ ـــ ـــــ ـــ ــــ ـــــ ـــ ـــ ـــــ ــ ـــ ـــــ ـــ ــــ ـــ ـــــــ ــ ـــــ ـــ ـــــ ـــ ــــ ـــــ ــ ـــــ ـــ ــــ ـــ ـــــــ ـــ ــــ ـــ ـــــ ـــ ـــــ ــ ـــ ـــــ ـــ ــــ ـــــ ـــ ـــ ـــــ ــ ـــ ـــــ ـــ ــــ ـــ ـــــــ ــ ـــــ ـــ ـــــ ـــ ــــ ـــــ ــ ـــــ ـــ ــــ ـــ ـــــــ ـــ ــــ ـــ ـــــ ـــ ـــــ ــ ـــ ـــــ ـــ ــــ ـــــ ـــ ـــ ـــــ ــ ـــ ـــــ ـــ ــــ ـــ ـــــــ ــ ـــــ ـــ ـــــ ـــ ــــ ـــــ ــ ـــــ ـــ ــــ ـــ ـــــــ ـــ ــــ ـــ ـــــ ـــ ـــــ ــ ـــ ـــــ ـــ ــــ ـــــ ـــ ـــ ـــــ ــ: [138, 307, 256, 383]
- column-body-text: ـــ ـــــ ـــ ــــ ـــ ـــــــ ــ ـــــ ـــ ـــــ ـــ ــــ ـــــ ــ ـــــ ـــ ــــ ـــ ـــــــ ـــ ــــ ـــ ـــــ ـــ ـــــ ــ ـــ ـــــ ـــ ــــ ـــــ ـــ ـــ ـــــ ــ ـــ ـــــ ـــ ــــ ـــ ـــــــ ــ ـــــ ـــ ـــــ ـــ ــــ ـــــ ــ ـــــ ـــ ــــ ـــ ـــــــ ـــ ــــ ـــ ـــــ ـــ ـــــ ــ ـــ ـــــ ـــ ــــ ـــــ ـــ ـــ ـــــ ــ ـــ ـــــ ـــ ــــ ـــ ـــــــ ــ ـــــ ـــ ـــــ ـــ ــــ ـــــ ــ ـــــ ـــ ــــ ـــ ـــــــ ـــ ــــ ـــ ـــــ ـــ ـــــ ــ ـــ ـــــ ـــ ــــ ـــــ ـــ ـــ ـــــ ــ ـــ ـــــ ـــ ــــ ـــ ـــــــ ــ ـــــ ـــ ـــــ ـــ ــــ ـــــ ــ ـــــ ـــ ــــ ـــ ـــــــ ـــ ــــ ـــ ـــــ ـــ ـــــ ــ ـــ ـــــ ـــ ــــ ـــــ ـــ ـــ ـــــ ــ ـــ ـــــ ـــ ــــ ـــ ـــــــ ــ ـــــ ـــ ـــــ ـــ ــــ ـــــ ــ ـــــ ـــ ــــ ـــ ـــــــ ـــ ــــ ـــ ـــــ ـــ ـــــ ــ ـــ ـــــ ـــ ــــ ـــــ ـــ ـــ ـــــ ــ ـــ ـــــ ـــ ــــ ـــ ـــــــ ــ ـــــ ـــ ـــــ ـــ ــــ ـــــ ــ ـــــ ـــ ــــ ـــ ـــــــ ـــ ــــ ـــ ـــــ ـــ ـــــ ــ ـــ ـــــ ـــ ــــ ـــــ ـــ ـــ ـــــ ــ: [264, 601, 382, 677]
- speaker-name: آقای اعتبار: [497, 679, 523, 686]
- column-body-text: ـــ ـــــ ـــ ــــ ـــ ـــــــ ــ ـــــ ـــ ـــــ ـــ ــــ ـــــ ــ ـــــ ـــ ــــ ـــ ـــــــ ـــ ــــ ـــ ـــــ ـــ ـــــ ــ ـــ ـــــ ـــ ــــ ـــــ ـــ ـــ ـــــ ــ ـــ ـــــ ـــ ــــ ـــ ـــــــ ــ ـــــ ـــ ـــــ ـــ ــــ ـــــ ــ ـــــ ـــ ــــ ـــ ـــــــ ـــ ــــ ـــ ـــــ ـــ ـــــ ــ ـــ ـــــ ـــ ــــ ـــــ ـــ ـــ ـــــ ــ ـــ ـــــ ـــ ــــ ـــ ـــــــ ــ ـــــ ـــ ـــــ ـــ ــــ ـــــ ــ ـــــ ـــ ــــ ـــ ـــــــ ـــ ــــ ـــ ـــــ ـــ ـــــ ــ ـــ ـــــ ـــ ــــ ـــــ ـــ ـــ ـــــ ــ ـــ ـــــ ـــ ــــ ـــ ـــــــ ــ ـــــ ـــ ـــــ ـــ ــــ ـــــ ــ ـــــ ـــ ــــ ـــ ـــــــ ـــ ــــ ـــ ـــــ ـــ ـــــ ــ ـــ ـــــ ـــ ــــ ـــــ ـــ ـــ ـــــ ــ ـــ ـــــ ـــ ــــ ـــ ـــــــ ــ ـــــ ـــ ـــــ ـــ ــــ ـــــ ــ ـــــ ـــ ــــ ـــ ـــــــ ـــ ــــ ـــ ـــــ ـــ ـــــ ــ ـــ ـــــ ـــ ــــ ـــــ ـــ ـــ ـــــ ــ ـــ ـــــ ـــ ــــ ـــ ـــــــ ــ ـــــ ـــ ـــــ ـــ ــــ ـــــ ــ ـــــ ـــ ــــ ـــ ـــــــ ـــ ــــ ـــ ـــــ ـــ ـــــ ــ ـــ ـــــ ـــ ــــ ـــــ ـــ ـــ ـــــ ــ: [264, 160, 382, 236]
- column-body-text: ـــ ـــــ ـــ ــــ ـــ ـــــــ ــ ـــــ ـــ ـــــ ـــ ــــ ـــــ ــ ـــــ ـــ ــــ ـــ ـــــــ ـــ ــــ ـــ ـــــ ـــ ـــــ ــ ـــ ـــــ ـــ ــــ ـــــ ـــ ـــ ـــــ ــ ـــ ـــــ ـــ ــــ ـــ ـــــــ ــ ـــــ ـــ ـــــ ـــ ــــ ـــــ ــ ـــــ ـــ ــــ ـــ ـــــــ ـــ ــــ ـــ ـــــ ـــ ـــــ ــ ـــ ـــــ ـــ ــــ ـــــ ـــ ـــ ـــــ ــ ـــ ـــــ ـــ ــــ ـــ ـــــــ ــ ـــــ ـــ ـــــ ـــ ــــ ـــــ ــ ـــــ ـــ ــــ ـــ ـــــــ ـــ ــــ ـــ ـــــ ـــ ـــــ ــ ـــ ـــــ ـــ ــــ ـــــ ـــ ـــ ـــــ ــ ـــ ـــــ ـــ ــــ ـــ ـــــــ ــ ـــــ ـــ ـــــ ـــ ــــ ـــــ ــ ـــــ ـــ ــــ ـــ ـــــــ ـــ ــــ ـــ ـــــ ـــ ـــــ ــ ـــ ـــــ ـــ ــــ ـــــ ـــ ـــ ـــــ ــ ـــ ـــــ ـــ ــــ ـــ ـــــــ ــ ـــــ ـــ ـــــ ـــ ــــ ـــــ ــ ـــــ ـــ ــــ ـــ ـــــــ ـــ ــــ ـــ ـــــ ـــ ـــــ ــ ـــ ـــــ ـــ ــــ ـــــ ـــ ـــ ـــــ ــ: [12, 24, 130, 87]
- speaker-name: آقای محمد حسین: [87, 299, 130, 306]
- left-page-title: روزنامهٔ رسمی کشور شاهنشاهی ایران: [135, 7, 257, 16]
